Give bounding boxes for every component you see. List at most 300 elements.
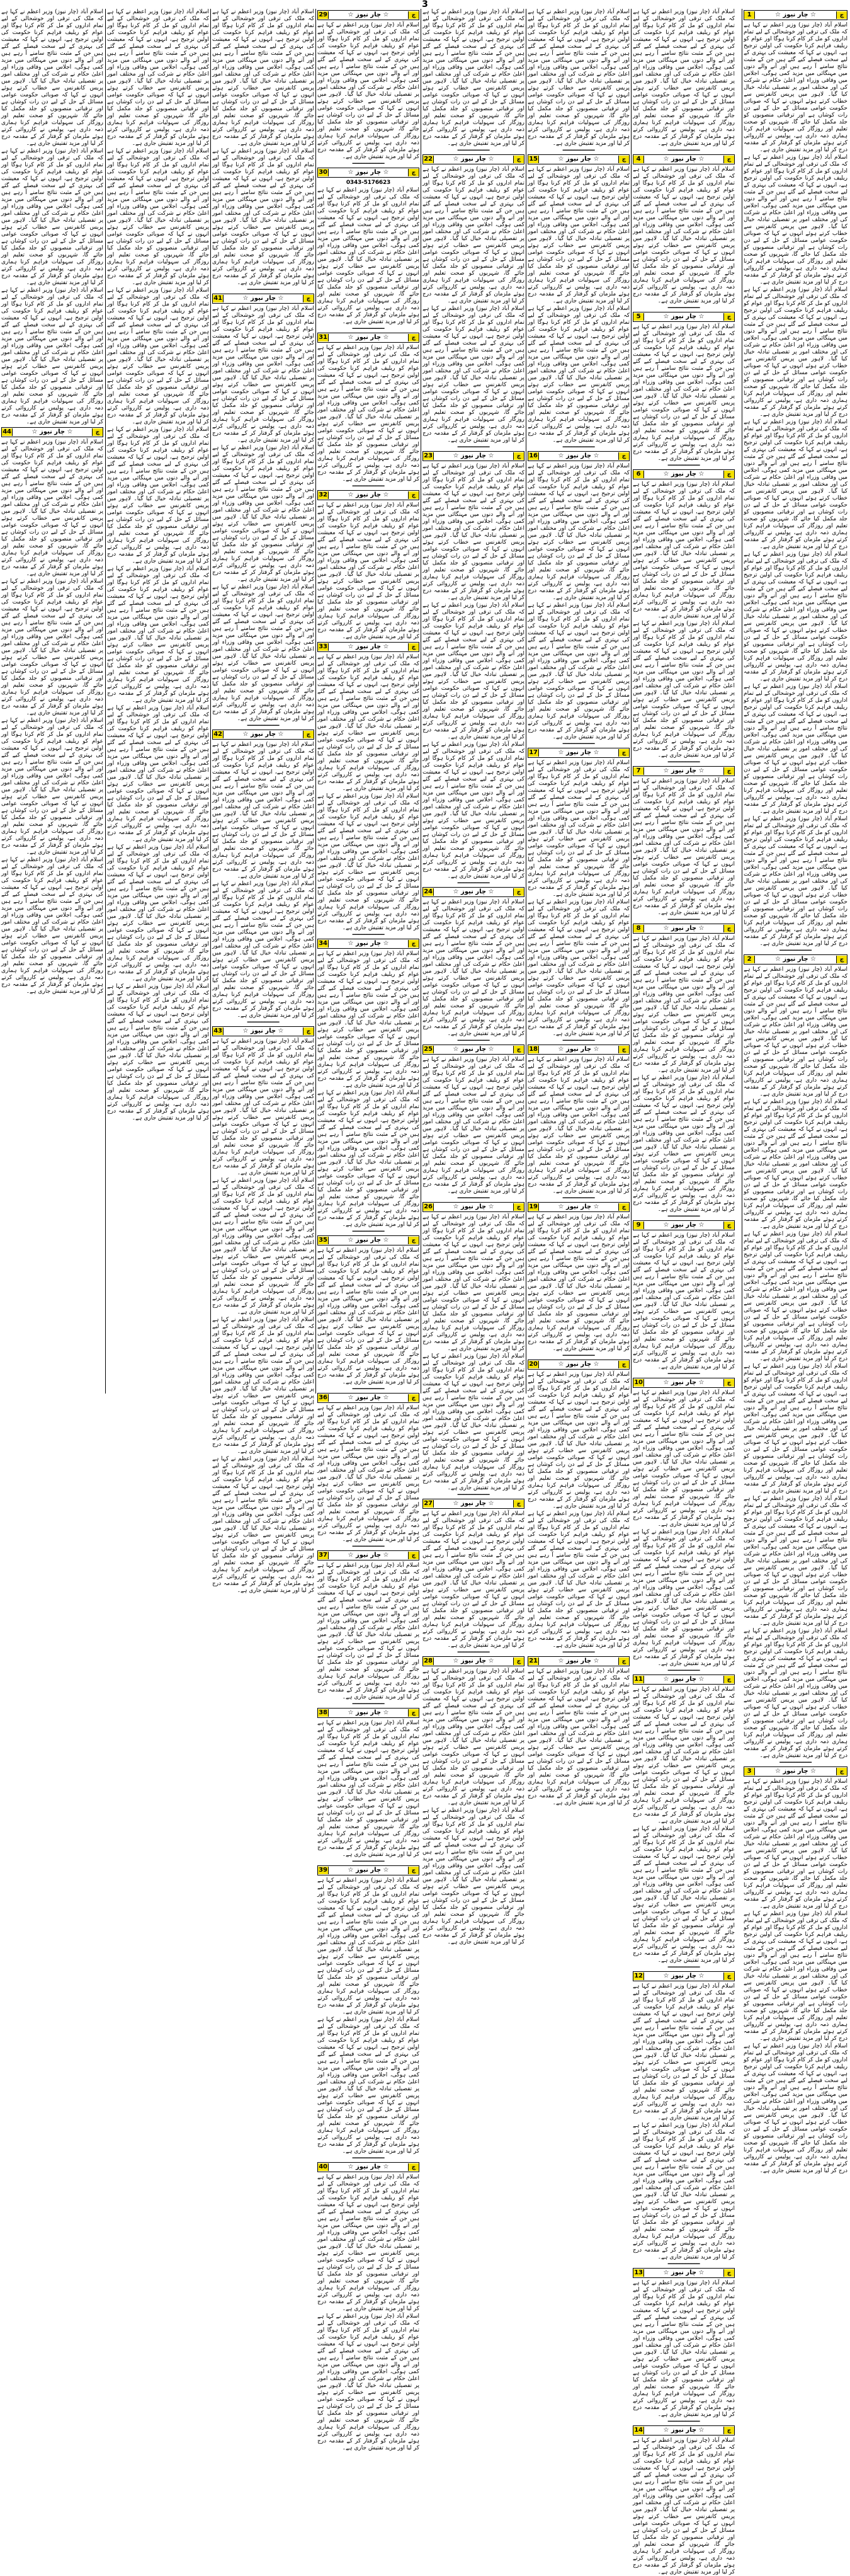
- article-number: 8: [633, 925, 644, 932]
- article-body-text: اسلام آباد (چار نیوز) وزیر اعظم نے کہا ہے کہ ملک کی ترقی اور خوشحالی کے لیے تمام اداروں کو مل کر کام کرنا ہوگا اور عوام کو ریلیف فراہم کرنا حکومت کی اولین ترجیح ہے، انہوں نے کہا کہ معیشت کی بہتری کے لیے سخت فیصلے کیے گئے ہیں جن کے مثبت نتائج سامنے آ رہے ہیں اور آنے والے دنوں میں مہنگائی میں مزید کمی ہوگی، اجلاس میں وفاقی وزراء اور اعلیٰ حکام نے شرکت کی اور مختلف امور پر تفصیلی تبادلہ خیال کیا گیا۔ لاہور میں پریس کانفرنس سے خطاب کرتے ہوئے انہوں نے کہا کہ صوبائی حکومت عوامی مسائل کے حل کے لیے دن رات کوشاں ہے اور ترقیاتی منصوبوں کو جلد مکمل کیا جائے گا، شہریوں کو صحت تعلیم اور روزگار کی سہولیات فراہم کرنا ہماری ذمہ داری ہے، پولیس نے کارروائی کرتے ہوئے ملزمان کو گرفتار کر کے مقدمہ درج کر لیا اور مزید تفتیش جاری ہے۔: [744, 684, 847, 815]
- article-header-title: ☆ چار نیوز ☆: [348, 491, 389, 498]
- article-body-text: اسلام آباد (چار نیوز) وزیر اعظم نے کہا ہے کہ ملک کی ترقی اور خوشحالی کے لیے تمام اداروں کو مل کر کام کرنا ہوگا اور عوام کو ریلیف فراہم کرنا حکومت کی اولین ترجیح ہے، انہوں نے کہا کہ معیشت کی بہتری کے لیے سخت فیصلے کیے گئے ہیں جن کے مثبت نتائج سامنے آ رہے ہیں اور آنے والے دنوں میں مہنگائی میں مزید کمی ہوگی، اجلاس میں وفاقی وزراء اور اعلیٰ حکام نے شرکت کی اور مختلف امور پر تفصیلی تبادلہ خیال کیا گیا۔ لاہور میں پریس کانفرنس سے خطاب کرتے ہوئے انہوں نے کہا کہ صوبائی حکومت عوامی مسائل کے حل کے لیے دن رات کوشاں ہے اور ترقیاتی منصوبوں کو جلد مکمل کیا جائے گا، شہریوں کو صحت تعلیم اور روزگار کی سہولیات فراہم کرنا ہماری ذمہ داری ہے، پولیس نے کارروائی کرتے ہوئے ملزمان کو گرفتار کر کے مقدمہ درج کر لیا اور مزید تفتیش جاری ہے۔: [422, 463, 524, 601]
- article-header: [212, 294, 314, 304]
- article-header-title: ☆ چار نیوز ☆: [663, 156, 705, 163]
- article-body-text: اسلام آباد (چار نیوز) وزیر اعظم نے کہا ہے کہ ملک کی ترقی اور خوشحالی کے لیے تمام اداروں کو مل کر کام کرنا ہوگا اور عوام کو ریلیف فراہم کرنا حکومت کی اولین ترجیح ہے، انہوں نے کہا کہ معیشت کی بہتری کے لیے سخت فیصلے کیے گئے ہیں جن کے مثبت نتائج سامنے آ رہے ہیں اور آنے والے دنوں میں مہنگائی میں مزید کمی ہوگی، اجلاس میں وفاقی وزراء اور اعلیٰ حکام نے شرکت کی اور مختلف امور پر تفصیلی تبادلہ خیال کیا گیا۔ لاہور میں پریس کانفرنس سے خطاب کرتے ہوئے انہوں نے کہا کہ صوبائی حکومت عوامی مسائل کے حل کے لیے دن رات کوشاں ہے اور ترقیاتی منصوبوں کو جلد مکمل کیا جائے گا، شہریوں کو صحت تعلیم اور روزگار کی سہولیات فراہم کرنا ہماری ذمہ داری ہے، پولیس نے کارروائی کرتے ہوئے ملزمان کو گرفتار کر کے مقدمہ درج کر لیا اور مزید تفتیش جاری ہے۔: [107, 566, 209, 704]
- article-body-text: اسلام آباد (چار نیوز) وزیر اعظم نے کہا ہے کہ ملک کی ترقی اور خوشحالی کے لیے تمام اداروں کو مل کر کام کرنا ہوگا اور عوام کو ریلیف فراہم کرنا حکومت کی اولین ترجیح ہے، انہوں نے کہا کہ معیشت کی بہتری کے لیے سخت فیصلے کیے گئے ہیں جن کے مثبت نتائج سامنے آ رہے ہیں اور آنے والے دنوں میں مہنگائی میں مزید کمی ہوگی، اجلاس میں وفاقی وزراء اور اعلیٰ حکام نے شرکت کی اور مختلف امور پر تفصیلی تبادلہ خیال کیا گیا۔ لاہور میں پریس کانفرنس سے خطاب کرتے ہوئے انہوں نے کہا کہ صوبائی حکومت عوامی مسائل کے حل کے لیے دن رات کوشاں ہے اور ترقیاتی منصوبوں کو جلد مکمل کیا جائے گا، شہریوں کو صحت تعلیم اور روزگار کی سہولیات فراہم کرنا ہماری ذمہ داری ہے، پولیس نے کارروائی کرتے ہوئے ملزمان کو گرفتار کر کے مقدمہ درج کر لیا اور مزید تفتیش جاری ہے۔: [633, 1826, 735, 1964]
- article-header-title: ☆ چار نیوز ☆: [242, 731, 284, 738]
- article-body-text: اسلام آباد (چار نیوز) وزیر اعظم نے کہا ہے کہ ملک کی ترقی اور خوشحالی کے لیے تمام اداروں کو مل کر کام کرنا ہوگا اور عوام کو ریلیف فراہم کرنا حکومت کی اولین ترجیح ہے، انہوں نے کہا کہ معیشت کی بہتری کے لیے سخت فیصلے کیے گئے ہیں جن کے مثبت نتائج سامنے آ رہے ہیں اور آنے والے دنوں میں مہنگائی میں مزید کمی ہوگی، اجلاس میں وفاقی وزراء اور اعلیٰ حکام نے شرکت کی اور مختلف امور پر تفصیلی تبادلہ خیال کیا گیا۔ لاہور میں پریس کانفرنس سے خطاب کرتے ہوئے انہوں نے کہا کہ صوبائی حکومت عوامی مسائل کے حل کے لیے دن رات کوشاں ہے اور ترقیاتی منصوبوں کو جلد مکمل کیا جائے گا، شہریوں کو صحت تعلیم اور روزگار کی سہولیات فراہم کرنا ہماری ذمہ داری ہے، پولیس نے کارروائی کرتے ہوئے ملزمان کو گرفتار کر کے مقدمہ درج کر لیا اور مزید تفتیش جاری ہے۔: [107, 983, 209, 1121]
- article-header-title: ☆ چار نیوز ☆: [558, 1203, 599, 1210]
- brand-logo-icon: چ: [408, 1237, 419, 1244]
- article-header-title: ☆ چار نیوز ☆: [558, 156, 599, 163]
- news-article: [317, 939, 419, 1234]
- article-body-text: اسلام آباد (چار نیوز) وزیر اعظم نے کہا ہے کہ ملک کی ترقی اور خوشحالی کے لیے تمام اداروں کو مل کر کام کرنا ہوگا اور عوام کو ریلیف فراہم کرنا حکومت کی اولین ترجیح ہے، انہوں نے کہا کہ معیشت کی بہتری کے لیے سخت فیصلے کیے گئے ہیں جن کے مثبت نتائج سامنے آ رہے ہیں اور آنے والے دنوں میں مہنگائی میں مزید کمی ہوگی، اجلاس میں وفاقی وزراء اور اعلیٰ حکام نے شرکت کی اور مختلف امور پر تفصیلی تبادلہ خیال کیا گیا۔ لاہور میں پریس کانفرنس سے خطاب کرتے ہوئے انہوں نے کہا کہ صوبائی حکومت عوامی مسائل کے حل کے لیے دن رات کوشاں ہے اور ترقیاتی منصوبوں کو جلد مکمل کیا جائے گا، شہریوں کو صحت تعلیم اور روزگار کی سہولیات فراہم کرنا ہماری ذمہ داری ہے، پولیس نے کارروائی کرتے ہوئے ملزمان کو گرفتار کر کے مقدمہ درج کر لیا اور مزید تفتیش جاری ہے۔: [633, 936, 735, 1073]
- article-header-title: ☆ چار نیوز ☆: [663, 2269, 705, 2276]
- news-column: [1, 9, 103, 1394]
- article-body-text: اسلام آباد (چار نیوز) وزیر اعظم نے کہا ہے کہ ملک کی ترقی اور خوشحالی کے لیے تمام اداروں کو مل کر کام کرنا ہوگا اور عوام کو ریلیف فراہم کرنا حکومت کی اولین ترجیح ہے، انہوں نے کہا کہ معیشت کی بہتری کے لیے سخت فیصلے کیے گئے ہیں جن کے مثبت نتائج سامنے آ رہے ہیں اور آنے والے دنوں میں مہنگائی میں مزید کمی ہوگی، اجلاس میں وفاقی وزراء اور اعلیٰ حکام نے شرکت کی اور مختلف امور پر تفصیلی تبادلہ خیال کیا گیا۔ لاہور میں پریس کانفرنس سے خطاب کرتے ہوئے انہوں نے کہا کہ صوبائی حکومت عوامی مسائل کے حل کے لیے دن رات کوشاں ہے اور ترقیاتی منصوبوں کو جلد مکمل کیا جائے گا، شہریوں کو صحت تعلیم اور روزگار کی سہولیات فراہم کرنا ہماری ذمہ داری ہے، پولیس نے کارروائی کرتے ہوئے ملزمان کو گرفتار کر کے مقدمہ درج کر لیا اور مزید تفتیش جاری ہے۔: [744, 22, 847, 153]
- article-body-text: اسلام آباد (چار نیوز) وزیر اعظم نے کہا ہے کہ ملک کی ترقی اور خوشحالی کے لیے تمام اداروں کو مل کر کام کرنا ہوگا اور عوام کو ریلیف فراہم کرنا حکومت کی اولین ترجیح ہے، انہوں نے کہا کہ معیشت کی بہتری کے لیے سخت فیصلے کیے گئے ہیں جن کے مثبت نتائج سامنے آ رہے ہیں اور آنے والے دنوں میں مہنگائی میں مزید کمی ہوگی، اجلاس میں وفاقی وزراء اور اعلیٰ حکام نے شرکت کی اور مختلف امور پر تفصیلی تبادلہ خیال کیا گیا۔ لاہور میں پریس کانفرنس سے خطاب کرتے ہوئے انہوں نے کہا کہ صوبائی حکومت عوامی مسائل کے حل کے لیے دن رات کوشاں ہے اور ترقیاتی منصوبوں کو جلد مکمل کیا جائے گا، شہریوں کو صحت تعلیم اور روزگار کی سہولیات فراہم کرنا ہماری ذمہ داری ہے، پولیس نے کارروائی کرتے ہوئے ملزمان کو گرفتار کر کے مقدمہ درج کر لیا اور مزید تفتیش جاری ہے۔: [212, 1038, 314, 1176]
- article-end-rule: ━━━━━━━━━━━: [352, 2155, 385, 2161]
- article-number: 33: [318, 643, 329, 651]
- article-header-title: ☆ چار نیوز ☆: [242, 295, 284, 302]
- news-article: [317, 333, 419, 489]
- article-body-text: اسلام آباد (چار نیوز) وزیر اعظم نے کہا ہے کہ ملک کی ترقی اور خوشحالی کے لیے تمام اداروں کو مل کر کام کرنا ہوگا اور عوام کو ریلیف فراہم کرنا حکومت کی اولین ترجیح ہے، انہوں نے کہا کہ معیشت کی بہتری کے لیے سخت فیصلے کیے گئے ہیں جن کے مثبت نتائج سامنے آ رہے ہیں اور آنے والے دنوں میں مہنگائی میں مزید کمی ہوگی، اجلاس میں وفاقی وزراء اور اعلیٰ حکام نے شرکت کی اور مختلف امور پر تفصیلی تبادلہ خیال کیا گیا۔ لاہور میں پریس کانفرنس سے خطاب کرتے ہوئے انہوں نے کہا کہ صوبائی حکومت عوامی مسائل کے حل کے لیے دن رات کوشاں ہے اور ترقیاتی منصوبوں کو جلد مکمل کیا جائے گا، شہریوں کو صحت تعلیم اور روزگار کی سہولیات فراہم کرنا ہماری ذمہ داری ہے، پولیس نے کارروائی کرتے ہوئے ملزمان کو گرفتار کر کے مقدمہ درج کر لیا اور مزید تفتیش جاری ہے۔: [1, 857, 103, 995]
- article-end-rule: ━━━━━━━━━━━: [562, 741, 595, 747]
- article-header-title: ☆ چار نیوز ☆: [348, 169, 389, 176]
- news-article: [633, 924, 735, 1219]
- article-header-title: ☆ چار نیوز ☆: [348, 1237, 389, 1244]
- article-header-title: ☆ چار نیوز ☆: [348, 1552, 389, 1559]
- article-header-title: ☆ چار نیوز ☆: [558, 1657, 599, 1664]
- article-body-text: اسلام آباد (چار نیوز) وزیر اعظم نے کہا ہے کہ ملک کی ترقی اور خوشحالی کے لیے تمام اداروں کو مل کر کام کرنا ہوگا اور عوام کو ریلیف فراہم کرنا حکومت کی اولین ترجیح ہے، انہوں نے کہا کہ معیشت کی بہتری کے لیے سخت فیصلے کیے گئے ہیں جن کے مثبت نتائج سامنے آ رہے ہیں اور آنے والے دنوں میں مہنگائی میں مزید کمی ہوگی، اجلاس میں وفاقی وزراء اور اعلیٰ حکام نے شرکت کی اور مختلف امور پر تفصیلی تبادلہ خیال کیا گیا۔ لاہور میں پریس کانفرنس سے خطاب کرتے ہوئے انہوں نے کہا کہ صوبائی حکومت عوامی مسائل کے حل کے لیے دن رات کوشاں ہے اور ترقیاتی منصوبوں کو جلد مکمل کیا جائے گا، شہریوں کو صحت تعلیم اور روزگار کی سہولیات فراہم کرنا ہماری ذمہ داری ہے، پولیس نے کارروائی کرتے ہوئے ملزمان کو گرفتار کر کے مقدمہ درج کر لیا اور مزید تفتیش جاری ہے۔: [744, 1778, 847, 1909]
- article-end-rule: ━━━━━━━━━━━: [779, 1760, 812, 1765]
- article-body-text: اسلام آباد (چار نیوز) وزیر اعظم نے کہا ہے کہ ملک کی ترقی اور خوشحالی کے لیے تمام اداروں کو مل کر کام کرنا ہوگا اور عوام کو ریلیف فراہم کرنا حکومت کی اولین ترجیح ہے، انہوں نے کہا کہ معیشت کی بہتری کے لیے سخت فیصلے کیے گئے ہیں جن کے مثبت نتائج سامنے آ رہے ہیں اور آنے والے دنوں میں مہنگائی میں مزید کمی ہوگی، اجلاس میں وفاقی وزراء اور اعلیٰ حکام نے شرکت کی اور مختلف امور پر تفصیلی تبادلہ خیال کیا گیا۔ لاہور میں پریس کانفرنس سے خطاب کرتے ہوئے انہوں نے کہا کہ صوبائی حکومت عوامی مسائل کے حل کے لیے دن رات کوشاں ہے اور ترقیاتی منصوبوں کو جلد مکمل کیا جائے گا، شہریوں کو صحت تعلیم اور روزگار کی سہولیات فراہم کرنا ہماری ذمہ داری ہے، پولیس نے کارروائی کرتے ہوئے ملزمان کو گرفتار کر کے مقدمہ درج کر لیا اور مزید تفتیش جاری ہے۔: [107, 426, 209, 564]
- article-header-title: ☆ چار نیوز ☆: [348, 2163, 389, 2170]
- article-end-rule: ━━━━━━━━━━━: [667, 305, 700, 311]
- news-article: [422, 887, 524, 1043]
- article-body-text: اسلام آباد (چار نیوز) وزیر اعظم نے کہا ہے کہ ملک کی ترقی اور خوشحالی کے لیے تمام اداروں کو مل کر کام کرنا ہوگا اور عوام کو ریلیف فراہم کرنا حکومت کی اولین ترجیح ہے، انہوں نے کہا کہ معیشت کی بہتری کے لیے سخت فیصلے کیے گئے ہیں جن کے مثبت نتائج سامنے آ رہے ہیں اور آنے والے دنوں میں مہنگائی میں مزید کمی ہوگی، اجلاس میں وفاقی وزراء اور اعلیٰ حکام نے شرکت کی اور مختلف امور پر تفصیلی تبادلہ خیال کیا گیا۔ لاہور میں پریس کانفرنس سے خطاب کرتے ہوئے انہوں نے کہا کہ صوبائی حکومت عوامی مسائل کے حل کے لیے دن رات کوشاں ہے اور ترقیاتی منصوبوں کو جلد مکمل کیا جائے گا، شہریوں کو صحت تعلیم اور روزگار کی سہولیات فراہم کرنا ہماری ذمہ داری ہے، پولیس نے کارروائی کرتے ہوئے ملزمان کو گرفتار کر کے مقدمہ درج کر لیا اور مزید تفتیش جاری ہے۔: [528, 602, 630, 740]
- news-article: [528, 154, 630, 450]
- brand-logo-icon: چ: [513, 1203, 524, 1211]
- article-number: 40: [318, 2163, 329, 2171]
- article-number: 39: [318, 1867, 329, 1874]
- article-header: [317, 2162, 419, 2172]
- article-body-text: اسلام آباد (چار نیوز) وزیر اعظم نے کہا ہے کہ ملک کی ترقی اور خوشحالی کے لیے تمام اداروں کو مل کر کام کرنا ہوگا اور عوام کو ریلیف فراہم کرنا حکومت کی اولین ترجیح ہے، انہوں نے کہا کہ معیشت کی بہتری کے لیے سخت فیصلے کیے گئے ہیں جن کے مثبت نتائج سامنے آ رہے ہیں اور آنے والے دنوں میں مہنگائی میں مزید کمی ہوگی، اجلاس میں وفاقی وزراء اور اعلیٰ حکام نے شرکت کی اور مختلف امور پر تفصیلی تبادلہ خیال کیا گیا۔ لاہور میں پریس کانفرنس سے خطاب کرتے ہوئے انہوں نے کہا کہ صوبائی حکومت عوامی مسائل کے حل کے لیے دن رات کوشاں ہے اور ترقیاتی منصوبوں کو جلد مکمل کیا جائے گا، شہریوں کو صحت تعلیم اور روزگار کی سہولیات فراہم کرنا ہماری ذمہ داری ہے، پولیس نے کارروائی کرتے ہوئے ملزمان کو گرفتار کر کے مقدمہ درج کر لیا اور مزید تفتیش جاری ہے۔: [317, 1247, 419, 1385]
- news-article: [1, 9, 103, 426]
- article-header: [422, 1202, 524, 1212]
- news-article: [317, 2162, 419, 2452]
- article-header: [744, 954, 847, 965]
- article-header-title: ☆ چار نیوز ☆: [242, 1028, 284, 1034]
- brand-logo-icon: چ: [723, 156, 734, 163]
- article-body-text: اسلام آباد (چار نیوز) وزیر اعظم نے کہا ہے کہ ملک کی ترقی اور خوشحالی کے لیے تمام اداروں کو مل کر کام کرنا ہوگا اور عوام کو ریلیف فراہم کرنا حکومت کی اولین ترجیح ہے، انہوں نے کہا کہ معیشت کی بہتری کے لیے سخت فیصلے کیے گئے ہیں جن کے مثبت نتائج سامنے آ رہے ہیں اور آنے والے دنوں میں مہنگائی میں مزید کمی ہوگی، اجلاس میں وفاقی وزراء اور اعلیٰ حکام نے شرکت کی اور مختلف امور پر تفصیلی تبادلہ خیال کیا گیا۔ لاہور میں پریس کانفرنس سے خطاب کرتے ہوئے انہوں نے کہا کہ صوبائی حکومت عوامی مسائل کے حل کے لیے دن رات کوشاں ہے اور ترقیاتی منصوبوں کو جلد مکمل کیا جائے گا، شہریوں کو صحت تعلیم اور روزگار کی سہولیات فراہم کرنا ہماری ذمہ داری ہے، پولیس نے کارروائی کرتے ہوئے ملزمان کو گرفتار کر کے مقدمہ درج کر لیا اور مزید تفتیش جاری ہے۔: [317, 793, 419, 931]
- article-body-text: اسلام آباد (چار نیوز) وزیر اعظم نے کہا ہے کہ ملک کی ترقی اور خوشحالی کے لیے تمام اداروں کو مل کر کام کرنا ہوگا اور عوام کو ریلیف فراہم کرنا حکومت کی اولین ترجیح ہے، انہوں نے کہا کہ معیشت کی بہتری کے لیے سخت فیصلے کیے گئے ہیں جن کے مثبت نتائج سامنے آ رہے ہیں اور آنے والے دنوں میں مہنگائی میں مزید کمی ہوگی، اجلاس میں وفاقی وزراء اور اعلیٰ حکام نے شرکت کی اور مختلف امور پر تفصیلی تبادلہ خیال کیا گیا۔ لاہور میں پریس کانفرنس سے خطاب کرتے ہوئے انہوں نے کہا کہ صوبائی حکومت عوامی مسائل کے حل کے لیے دن رات کوشاں ہے اور ترقیاتی منصوبوں کو جلد مکمل کیا جائے گا، شہریوں کو صحت تعلیم اور روزگار کی سہولیات فراہم کرنا ہماری ذمہ داری ہے، پولیس نے کارروائی کرتے ہوئے ملزمان کو گرفتار کر کے مقدمہ درج کر لیا اور مزید تفتیش جاری ہے۔: [633, 1983, 735, 2121]
- article-body-text: اسلام آباد (چار نیوز) وزیر اعظم نے کہا ہے کہ ملک کی ترقی اور خوشحالی کے لیے تمام اداروں کو مل کر کام کرنا ہوگا اور عوام کو ریلیف فراہم کرنا حکومت کی اولین ترجیح ہے، انہوں نے کہا کہ معیشت کی بہتری کے لیے سخت فیصلے کیے گئے ہیں جن کے مثبت نتائج سامنے آ رہے ہیں اور آنے والے دنوں میں مہنگائی میں مزید کمی ہوگی، اجلاس میں وفاقی وزراء اور اعلیٰ حکام نے شرکت کی اور مختلف امور پر تفصیلی تبادلہ خیال کیا گیا۔ لاہور میں پریس کانفرنس سے خطاب کرتے ہوئے انہوں نے کہا کہ صوبائی حکومت عوامی مسائل کے حل کے لیے دن رات کوشاں ہے اور ترقیاتی منصوبوں کو جلد مکمل کیا جائے گا، شہریوں کو صحت تعلیم اور روزگار کی سہولیات فراہم کرنا ہماری ذمہ داری ہے، پولیس نے کارروائی کرتے ہوئے ملزمان کو گرفتار کر کے مقدمہ درج کر لیا اور مزید تفتیش جاری ہے۔: [107, 148, 209, 286]
- brand-logo-icon: چ: [618, 749, 629, 757]
- article-end-rule: ━━━━━━━━━━━: [562, 1195, 595, 1201]
- brand-logo-icon: چ: [618, 156, 629, 163]
- brand-logo-icon: چ: [618, 1361, 629, 1368]
- article-header-title: ☆ چار نیوز ☆: [663, 313, 705, 320]
- news-article: [1, 427, 103, 995]
- article-number: 23: [423, 452, 434, 460]
- article-header: [317, 1550, 419, 1560]
- brand-logo-icon: چ: [513, 1500, 524, 1508]
- article-body-text: اسلام آباد (چار نیوز) وزیر اعظم نے کہا ہے کہ ملک کی ترقی اور خوشحالی کے لیے تمام اداروں کو مل کر کام کرنا ہوگا اور عوام کو ریلیف فراہم کرنا حکومت کی اولین ترجیح ہے، انہوں نے کہا کہ معیشت کی بہتری کے لیے سخت فیصلے کیے گئے ہیں جن کے مثبت نتائج سامنے آ رہے ہیں اور آنے والے دنوں میں مہنگائی میں مزید کمی ہوگی، اجلاس میں وفاقی وزراء اور اعلیٰ حکام نے شرکت کی اور مختلف امور پر تفصیلی تبادلہ خیال کیا گیا۔ لاہور میں پریس کانفرنس سے خطاب کرتے ہوئے انہوں نے کہا کہ صوبائی حکومت عوامی مسائل کے حل کے لیے دن رات کوشاں ہے اور ترقیاتی منصوبوں کو جلد مکمل کیا جائے گا، شہریوں کو صحت تعلیم اور روزگار کی سہولیات فراہم کرنا ہماری ذمہ داری ہے، پولیس نے کارروائی کرتے ہوئے ملزمان کو گرفتار کر کے مقدمہ درج کر لیا اور مزید تفتیش جاری ہے۔: [107, 844, 209, 982]
- article-end-rule: ━━━━━━━━━━━: [247, 287, 280, 292]
- article-body-text: اسلام آباد (چار نیوز) وزیر اعظم نے کہا ہے کہ ملک کی ترقی اور خوشحالی کے لیے تمام اداروں کو مل کر کام کرنا ہوگا اور عوام کو ریلیف فراہم کرنا حکومت کی اولین ترجیح ہے، انہوں نے کہا کہ معیشت کی بہتری کے لیے سخت فیصلے کیے گئے ہیں جن کے مثبت نتائج سامنے آ رہے ہیں اور آنے والے دنوں میں مہنگائی میں مزید کمی ہوگی، اجلاس میں وفاقی وزراء اور اعلیٰ حکام نے شرکت کی اور مختلف امور پر تفصیلی تبادلہ خیال کیا گیا۔ لاہور میں پریس کانفرنس سے خطاب کرتے ہوئے انہوں نے کہا کہ صوبائی حکومت عوامی مسائل کے حل کے لیے دن رات کوشاں ہے اور ترقیاتی منصوبوں کو جلد مکمل کیا جائے گا، شہریوں کو صحت تعلیم اور روزگار کی سہولیات فراہم کرنا ہماری ذمہ داری ہے، پولیس نے کارروائی کرتے ہوئے ملزمان کو گرفتار کر کے مقدمہ درج کر لیا اور مزید تفتیش جاری ہے۔: [317, 951, 419, 1089]
- news-article: [528, 9, 630, 153]
- article-body-text: اسلام آباد (چار نیوز) وزیر اعظم نے کہا ہے کہ ملک کی ترقی اور خوشحالی کے لیے تمام اداروں کو مل کر کام کرنا ہوگا اور عوام کو ریلیف فراہم کرنا حکومت کی اولین ترجیح ہے، انہوں نے کہا کہ معیشت کی بہتری کے لیے سخت فیصلے کیے گئے ہیں جن کے مثبت نتائج سامنے آ رہے ہیں اور آنے والے دنوں میں مہنگائی میں مزید کمی ہوگی، اجلاس میں وفاقی وزراء اور اعلیٰ حکام نے شرکت کی اور مختلف امور پر تفصیلی تبادلہ خیال کیا گیا۔ لاہور میں پریس کانفرنس سے خطاب کرتے ہوئے انہوں نے کہا کہ صوبائی حکومت عوامی مسائل کے حل کے لیے دن رات کوشاں ہے اور ترقیاتی منصوبوں کو جلد مکمل کیا جائے گا، شہریوں کو صحت تعلیم اور روزگار کی سہولیات فراہم کرنا ہماری ذمہ داری ہے، پولیس نے کارروائی کرتے ہوئے ملزمان کو گرفتار کر کے مقدمہ درج کر لیا اور مزید تفتیش جاری ہے۔: [633, 2122, 735, 2260]
- article-header: [633, 2425, 735, 2436]
- article-body-text: اسلام آباد (چار نیوز) وزیر اعظم نے کہا ہے کہ ملک کی ترقی اور خوشحالی کے لیے تمام اداروں کو مل کر کام کرنا ہوگا اور عوام کو ریلیف فراہم کرنا حکومت کی اولین ترجیح ہے، انہوں نے کہا کہ معیشت کی بہتری کے لیے سخت فیصلے کیے گئے ہیں جن کے مثبت نتائج سامنے آ رہے ہیں اور آنے والے دنوں میں مہنگائی میں مزید کمی ہوگی، اجلاس میں وفاقی وزراء اور اعلیٰ حکام نے شرکت کی اور مختلف امور پر تفصیلی تبادلہ خیال کیا گیا۔ لاہور میں پریس کانفرنس سے خطاب کرتے ہوئے انہوں نے کہا کہ صوبائی حکومت عوامی مسائل کے حل کے لیے دن رات کوشاں ہے اور ترقیاتی منصوبوں کو جلد مکمل کیا جائے گا، شہریوں کو صحت تعلیم اور روزگار کی سہولیات فراہم کرنا ہماری ذمہ داری ہے، پولیس نے کارروائی کرتے ہوئے ملزمان کو گرفتار کر کے مقدمہ درج کر لیا اور مزید تفتیش جاری ہے۔: [633, 1075, 735, 1213]
- news-article: [633, 1220, 735, 1377]
- article-body-text: اسلام آباد (چار نیوز) وزیر اعظم نے کہا ہے کہ ملک کی ترقی اور خوشحالی کے لیے تمام اداروں کو مل کر کام کرنا ہوگا اور عوام کو ریلیف فراہم کرنا حکومت کی اولین ترجیح ہے، انہوں نے کہا کہ معیشت کی بہتری کے لیے سخت فیصلے کیے گئے ہیں جن کے مثبت نتائج سامنے آ رہے ہیں اور آنے والے دنوں میں مہنگائی میں مزید کمی ہوگی، اجلاس میں وفاقی وزراء اور اعلیٰ حکام نے شرکت کی اور مختلف امور پر تفصیلی تبادلہ خیال کیا گیا۔ لاہور میں پریس کانفرنس سے خطاب کرتے ہوئے انہوں نے کہا کہ صوبائی حکومت عوامی مسائل کے حل کے لیے دن رات کوشاں ہے اور ترقیاتی منصوبوں کو جلد مکمل کیا جائے گا، شہریوں کو صحت تعلیم اور روزگار کی سہولیات فراہم کرنا ہماری ذمہ داری ہے، پولیس نے کارروائی کرتے ہوئے ملزمان کو گرفتار کر کے مقدمہ درج کر لیا اور مزید تفتیش جاری ہے۔: [422, 1353, 524, 1491]
- article-body-text: اسلام آباد (چار نیوز) وزیر اعظم نے کہا ہے کہ ملک کی ترقی اور خوشحالی کے لیے تمام اداروں کو مل کر کام کرنا ہوگا اور عوام کو ریلیف فراہم کرنا حکومت کی اولین ترجیح ہے، انہوں نے کہا کہ معیشت کی بہتری کے لیے سخت فیصلے کیے گئے ہیں جن کے مثبت نتائج سامنے آ رہے ہیں اور آنے والے دنوں میں مہنگائی میں مزید کمی ہوگی، اجلاس میں وفاقی وزراء اور اعلیٰ حکام نے شرکت کی اور مختلف امور پر تفصیلی تبادلہ خیال کیا گیا۔ لاہور میں پریس کانفرنس سے خطاب کرتے ہوئے انہوں نے کہا کہ صوبائی حکومت عوامی مسائل کے حل کے لیے دن رات کوشاں ہے اور ترقیاتی منصوبوں کو جلد مکمل کیا جائے گا، شہریوں کو صحت تعلیم اور روزگار کی سہولیات فراہم کرنا ہماری ذمہ داری ہے، پولیس نے کارروائی کرتے ہوئے ملزمان کو گرفتار کر کے مقدمہ درج کر لیا اور مزید تفتیش جاری ہے۔: [212, 9, 314, 147]
- article-body-text: اسلام آباد (چار نیوز) وزیر اعظم نے کہا ہے کہ ملک کی ترقی اور خوشحالی کے لیے تمام اداروں کو مل کر کام کرنا ہوگا اور عوام کو ریلیف فراہم کرنا حکومت کی اولین ترجیح ہے، انہوں نے کہا کہ معیشت کی بہتری کے لیے سخت فیصلے کیے گئے ہیں جن کے مثبت نتائج سامنے آ رہے ہیں اور آنے والے دنوں میں مہنگائی میں مزید کمی ہوگی، اجلاس میں وفاقی وزراء اور اعلیٰ حکام نے شرکت کی اور مختلف امور پر تفصیلی تبادلہ خیال کیا گیا۔ لاہور میں پریس کانفرنس سے خطاب کرتے ہوئے انہوں نے کہا کہ صوبائی حکومت عوامی مسائل کے حل کے لیے دن رات کوشاں ہے اور ترقیاتی منصوبوں کو جلد مکمل کیا جائے گا، شہریوں کو صحت تعلیم اور روزگار کی سہولیات فراہم کرنا ہماری ذمہ داری ہے، پولیس نے کارروائی کرتے ہوئے ملزمان کو گرفتار کر کے مقدمہ درج کر لیا اور مزید تفتیش جاری ہے۔: [633, 9, 735, 147]
- article-header-title: ☆ چار نیوز ☆: [663, 1379, 705, 1386]
- article-body-text: اسلام آباد (چار نیوز) وزیر اعظم نے کہا ہے کہ ملک کی ترقی اور خوشحالی کے لیے تمام اداروں کو مل کر کام کرنا ہوگا اور عوام کو ریلیف فراہم کرنا حکومت کی اولین ترجیح ہے، انہوں نے کہا کہ معیشت کی بہتری کے لیے سخت فیصلے کیے گئے ہیں جن کے مثبت نتائج سامنے آ رہے ہیں اور آنے والے دنوں میں مہنگائی میں مزید کمی ہوگی، اجلاس میں وفاقی وزراء اور اعلیٰ حکام نے شرکت کی اور مختلف امور پر تفصیلی تبادلہ خیال کیا گیا۔ لاہور میں پریس کانفرنس سے خطاب کرتے ہوئے انہوں نے کہا کہ صوبائی حکومت عوامی مسائل کے حل کے لیے دن رات کوشاں ہے اور ترقیاتی منصوبوں کو جلد مکمل کیا جائے گا، شہریوں کو صحت تعلیم اور روزگار کی سہولیات فراہم کرنا ہماری ذمہ داری ہے، پولیس نے کارروائی کرتے ہوئے ملزمان کو گرفتار کر کے مقدمہ درج کر لیا اور مزید تفتیش جاری ہے۔: [422, 1668, 524, 1806]
- article-header-title: ☆ چار نیوز ☆: [775, 1768, 816, 1775]
- article-body-text: اسلام آباد (چار نیوز) وزیر اعظم نے کہا ہے کہ ملک کی ترقی اور خوشحالی کے لیے تمام اداروں کو مل کر کام کرنا ہوگا اور عوام کو ریلیف فراہم کرنا حکومت کی اولین ترجیح ہے، انہوں نے کہا کہ معیشت کی بہتری کے لیے سخت فیصلے کیے گئے ہیں جن کے مثبت نتائج سامنے آ رہے ہیں اور آنے والے دنوں میں مہنگائی میں مزید کمی ہوگی، اجلاس میں وفاقی وزراء اور اعلیٰ حکام نے شرکت کی اور مختلف امور پر تفصیلی تبادلہ خیال کیا گیا۔ لاہور میں پریس کانفرنس سے خطاب کرتے ہوئے انہوں نے کہا کہ صوبائی حکومت عوامی مسائل کے حل کے لیے دن رات کوشاں ہے اور ترقیاتی منصوبوں کو جلد مکمل کیا جائے گا، شہریوں کو صحت تعلیم اور روزگار کی سہولیات فراہم کرنا ہماری ذمہ داری ہے، پولیس نے کارروائی کرتے ہوئے ملزمان کو گرفتار کر کے مقدمہ درج کر لیا اور مزید تفتیش جاری ہے۔: [528, 1056, 630, 1194]
- article-body-text: اسلام آباد (چار نیوز) وزیر اعظم نے کہا ہے کہ ملک کی ترقی اور خوشحالی کے لیے تمام اداروں کو مل کر کام کرنا ہوگا اور عوام کو ریلیف فراہم کرنا حکومت کی اولین ترجیح ہے، انہوں نے کہا کہ معیشت کی بہتری کے لیے سخت فیصلے کیے گئے ہیں جن کے مثبت نتائج سامنے آ رہے ہیں اور آنے والے دنوں میں مہنگائی میں مزید کمی ہوگی، اجلاس میں وفاقی وزراء اور اعلیٰ حکام نے شرکت کی اور مختلف امور پر تفصیلی تبادلہ خیال کیا گیا۔ لاہور میں پریس کانفرنس سے خطاب کرتے ہوئے انہوں نے کہا کہ صوبائی حکومت عوامی مسائل کے حل کے لیے دن رات کوشاں ہے اور ترقیاتی منصوبوں کو جلد مکمل کیا جائے گا، شہریوں کو صحت تعلیم اور روزگار کی سہولیات فراہم کرنا ہماری ذمہ داری ہے، پولیس نے کارروائی کرتے ہوئے ملزمان کو گرفتار کر کے مقدمہ درج کر لیا اور مزید تفتیش جاری ہے۔: [422, 306, 524, 444]
- article-end-rule: ━━━━━━━━━━━: [247, 723, 280, 728]
- article-header-title: ☆ چار نیوز ☆: [663, 2427, 705, 2434]
- article-header-title: ☆ چار نیوز ☆: [558, 1046, 599, 1053]
- article-header: [528, 451, 630, 461]
- article-body-text: اسلام آباد (چار نیوز) وزیر اعظم نے کہا ہے کہ ملک کی ترقی اور خوشحالی کے لیے تمام اداروں کو مل کر کام کرنا ہوگا اور عوام کو ریلیف فراہم کرنا حکومت کی اولین ترجیح ہے، انہوں نے کہا کہ معیشت کی بہتری کے لیے سخت فیصلے کیے گئے ہیں جن کے مثبت نتائج سامنے آ رہے ہیں اور آنے والے دنوں میں مہنگائی میں مزید کمی ہوگی، اجلاس میں وفاقی وزراء اور اعلیٰ حکام نے شرکت کی اور مختلف امور پر تفصیلی تبادلہ خیال کیا گیا۔ لاہور میں پریس کانفرنس سے خطاب کرتے ہوئے انہوں نے کہا کہ صوبائی حکومت عوامی مسائل کے حل کے لیے دن رات کوشاں ہے اور ترقیاتی منصوبوں کو جلد مکمل کیا جائے گا، شہریوں کو صحت تعلیم اور روزگار کی سہولیات فراہم کرنا ہماری ذمہ داری ہے، پولیس نے کارروائی کرتے ہوئے ملزمان کو گرفتار کر کے مقدمہ درج کر لیا اور مزید تفتیش جاری ہے۔: [212, 1177, 314, 1315]
- article-end-rule: ━━━━━━━━━━━: [352, 1543, 385, 1549]
- brand-logo-icon: چ: [723, 471, 734, 478]
- article-body-text: اسلام آباد (چار نیوز) وزیر اعظم نے کہا ہے کہ ملک کی ترقی اور خوشحالی کے لیے تمام اداروں کو مل کر کام کرنا ہوگا اور عوام کو ریلیف فراہم کرنا حکومت کی اولین ترجیح ہے، انہوں نے کہا کہ معیشت کی بہتری کے لیے سخت فیصلے کیے گئے ہیں جن کے مثبت نتائج سامنے آ رہے ہیں اور آنے والے دنوں میں مہنگائی میں مزید کمی ہوگی، اجلاس میں وفاقی وزراء اور اعلیٰ حکام نے شرکت کی اور مختلف امور پر تفصیلی تبادلہ خیال کیا گیا۔ لاہور میں پریس کانفرنس سے خطاب کرتے ہوئے انہوں نے کہا کہ صوبائی حکومت عوامی مسائل کے حل کے لیے دن رات کوشاں ہے اور ترقیاتی منصوبوں کو جلد مکمل کیا جائے گا، شہریوں کو صحت تعلیم اور روزگار کی سہولیات فراہم کرنا ہماری ذمہ داری ہے، پولیس نے کارروائی کرتے ہوئے ملزمان کو گرفتار کر کے مقدمہ درج کر لیا اور مزید تفتیش جاری ہے۔: [528, 899, 630, 1037]
- brand-logo-icon: چ: [513, 1657, 524, 1665]
- news-article: [422, 1656, 524, 1946]
- brand-logo-icon: چ: [513, 452, 524, 460]
- article-body-text: اسلام آباد (چار نیوز) وزیر اعظم نے کہا ہے کہ ملک کی ترقی اور خوشحالی کے لیے تمام اداروں کو مل کر کام کرنا ہوگا اور عوام کو ریلیف فراہم کرنا حکومت کی اولین ترجیح ہے، انہوں نے کہا کہ معیشت کی بہتری کے لیے سخت فیصلے کیے گئے ہیں جن کے مثبت نتائج سامنے آ رہے ہیں اور آنے والے دنوں میں مہنگائی میں مزید کمی ہوگی، اجلاس میں وفاقی وزراء اور اعلیٰ حکام نے شرکت کی اور مختلف امور پر تفصیلی تبادلہ خیال کیا گیا۔ لاہور میں پریس کانفرنس سے خطاب کرتے ہوئے انہوں نے کہا کہ صوبائی حکومت عوامی مسائل کے حل کے لیے دن رات کوشاں ہے اور ترقیاتی منصوبوں کو جلد مکمل کیا جائے گا، شہریوں کو صحت تعلیم اور روزگار کی سہولیات فراہم کرنا ہماری ذمہ داری ہے، پولیس نے کارروائی کرتے ہوئے ملزمان کو گرفتار کر کے مقدمہ درج کر لیا اور مزید تفتیش جاری ہے۔: [422, 166, 524, 304]
- article-body-text: اسلام آباد (چار نیوز) وزیر اعظم نے کہا ہے کہ ملک کی ترقی اور خوشحالی کے لیے تمام اداروں کو مل کر کام کرنا ہوگا اور عوام کو ریلیف فراہم کرنا حکومت کی اولین ترجیح ہے، انہوں نے کہا کہ معیشت کی بہتری کے لیے سخت فیصلے کیے گئے ہیں جن کے مثبت نتائج سامنے آ رہے ہیں اور آنے والے دنوں میں مہنگائی میں مزید کمی ہوگی، اجلاس میں وفاقی وزراء اور اعلیٰ حکام نے شرکت کی اور مختلف امور پر تفصیلی تبادلہ خیال کیا گیا۔ لاہور میں پریس کانفرنس سے خطاب کرتے ہوئے انہوں نے کہا کہ صوبائی حکومت عوامی مسائل کے حل کے لیے دن رات کوشاں ہے اور ترقیاتی منصوبوں کو جلد مکمل کیا جائے گا، شہریوں کو صحت تعلیم اور روزگار کی سہولیات فراہم کرنا ہماری ذمہ داری ہے، پولیس نے کارروائی کرتے ہوئے ملزمان کو گرفتار کر کے مقدمہ درج کر لیا اور مزید تفتیش جاری ہے۔: [633, 324, 735, 462]
- article-end-rule: ━━━━━━━━━━━: [562, 444, 595, 450]
- article-number: 16: [528, 452, 539, 460]
- brand-logo-icon: چ: [618, 1657, 629, 1665]
- article-header-title: ☆ چار نیوز ☆: [348, 1394, 389, 1401]
- article-number: 20: [528, 1361, 539, 1368]
- article-header-title: ☆ چار نیوز ☆: [453, 1500, 494, 1507]
- article-header: [317, 1865, 419, 1875]
- article-body-text: اسلام آباد (چار نیوز) وزیر اعظم نے کہا ہے کہ ملک کی ترقی اور خوشحالی کے لیے تمام اداروں کو مل کر کام کرنا ہوگا اور عوام کو ریلیف فراہم کرنا حکومت کی اولین ترجیح ہے، انہوں نے کہا کہ معیشت کی بہتری کے لیے سخت فیصلے کیے گئے ہیں جن کے مثبت نتائج سامنے آ رہے ہیں اور آنے والے دنوں میں مہنگائی میں مزید کمی ہوگی، اجلاس میں وفاقی وزراء اور اعلیٰ حکام نے شرکت کی اور مختلف امور پر تفصیلی تبادلہ خیال کیا گیا۔ لاہور میں پریس کانفرنس سے خطاب کرتے ہوئے انہوں نے کہا کہ صوبائی حکومت عوامی مسائل کے حل کے لیے دن رات کوشاں ہے اور ترقیاتی منصوبوں کو جلد مکمل کیا جائے گا، شہریوں کو صحت تعلیم اور روزگار کی سہولیات فراہم کرنا ہماری ذمہ داری ہے، پولیس نے کارروائی کرتے ہوئے ملزمان کو گرفتار کر کے مقدمہ درج کر لیا اور مزید تفتیش جاری ہے۔: [422, 1214, 524, 1352]
- article-end-rule: ━━━━━━━━━━━: [457, 1195, 490, 1201]
- article-number: 1: [744, 11, 755, 19]
- article-number: 18: [528, 1046, 539, 1053]
- article-number: 17: [528, 749, 539, 757]
- news-article: [317, 10, 419, 166]
- article-end-rule: ━━━━━━━━━━━: [457, 880, 490, 886]
- news-column: [212, 9, 314, 1594]
- article-header: [633, 2268, 735, 2278]
- article-end-rule: ━━━━━━━━━━━: [562, 147, 595, 153]
- article-header: [1, 427, 103, 437]
- article-header: [317, 642, 419, 652]
- article-end-rule: ━━━━━━━━━━━: [352, 326, 385, 331]
- article-body-text: اسلام آباد (چار نیوز) وزیر اعظم نے کہا ہے کہ ملک کی ترقی اور خوشحالی کے لیے تمام اداروں کو مل کر کام کرنا ہوگا اور عوام کو ریلیف فراہم کرنا حکومت کی اولین ترجیح ہے، انہوں نے کہا کہ معیشت کی بہتری کے لیے سخت فیصلے کیے گئے ہیں جن کے مثبت نتائج سامنے آ رہے ہیں اور آنے والے دنوں میں مہنگائی میں مزید کمی ہوگی، اجلاس میں وفاقی وزراء اور اعلیٰ حکام نے شرکت کی اور مختلف امور پر تفصیلی تبادلہ خیال کیا گیا۔ لاہور میں پریس کانفرنس سے خطاب کرتے ہوئے انہوں نے کہا کہ صوبائی حکومت عوامی مسائل کے حل کے لیے دن رات کوشاں ہے اور ترقیاتی منصوبوں کو جلد مکمل کیا جائے گا، شہریوں کو صحت تعلیم اور روزگار کی سہولیات فراہم کرنا ہماری ذمہ داری ہے، پولیس نے کارروائی کرتے ہوئے ملزمان کو گرفتار کر کے مقدمہ درج کر لیا اور مزید تفتیش جاری ہے۔: [528, 306, 630, 444]
- article-body-text: اسلام آباد (چار نیوز) وزیر اعظم نے کہا ہے کہ ملک کی ترقی اور خوشحالی کے لیے تمام اداروں کو مل کر کام کرنا ہوگا اور عوام کو ریلیف فراہم کرنا حکومت کی اولین ترجیح ہے، انہوں نے کہا کہ معیشت کی بہتری کے لیے سخت فیصلے کیے گئے ہیں جن کے مثبت نتائج سامنے آ رہے ہیں اور آنے والے دنوں میں مہنگائی میں مزید کمی ہوگی، اجلاس میں وفاقی وزراء اور اعلیٰ حکام نے شرکت کی اور مختلف امور پر تفصیلی تبادلہ خیال کیا گیا۔ لاہور میں پریس کانفرنس سے خطاب کرتے ہوئے انہوں نے کہا کہ صوبائی حکومت عوامی مسائل کے حل کے لیے دن رات کوشاں ہے اور ترقیاتی منصوبوں کو جلد مکمل کیا جائے گا، شہریوں کو صحت تعلیم اور روزگار کی سہولیات فراہم کرنا ہماری ذمہ داری ہے، پولیس نے کارروائی کرتے ہوئے ملزمان کو گرفتار کر کے مقدمہ درج کر لیا اور مزید تفتیش جاری ہے۔: [744, 1231, 847, 1362]
- article-header-title: ☆ چار نیوز ☆: [453, 156, 494, 163]
- article-header: [528, 1045, 630, 1055]
- news-article: [107, 9, 209, 1122]
- brand-logo-icon: چ: [513, 156, 524, 163]
- article-header: [317, 333, 419, 343]
- news-article: [633, 312, 735, 468]
- article-body-text: اسلام آباد (چار نیوز) وزیر اعظم نے کہا ہے کہ ملک کی ترقی اور خوشحالی کے لیے تمام اداروں کو مل کر کام کرنا ہوگا اور عوام کو ریلیف فراہم کرنا حکومت کی اولین ترجیح ہے، انہوں نے کہا کہ معیشت کی بہتری کے لیے سخت فیصلے کیے گئے ہیں جن کے مثبت نتائج سامنے آ رہے ہیں اور آنے والے دنوں میں مہنگائی میں مزید کمی ہوگی، اجلاس میں وفاقی وزراء اور اعلیٰ حکام نے شرکت کی اور مختلف امور پر تفصیلی تبادلہ خیال کیا گیا۔ لاہور میں پریس کانفرنس سے خطاب کرتے ہوئے انہوں نے کہا کہ صوبائی حکومت عوامی مسائل کے حل کے لیے دن رات کوشاں ہے اور ترقیاتی منصوبوں کو جلد مکمل کیا جائے گا، شہریوں کو صحت تعلیم اور روزگار کی سہولیات فراہم کرنا ہماری ذمہ داری ہے، پولیس نے کارروائی کرتے ہوئے ملزمان کو گرفتار کر کے مقدمہ درج کر لیا اور مزید تفتیش جاری ہے۔: [744, 551, 847, 682]
- article-header: [317, 168, 419, 178]
- article-end-rule: ━━━━━━━━━━━: [352, 1701, 385, 1707]
- article-number: 42: [213, 731, 224, 738]
- article-number: 5: [633, 313, 644, 321]
- article-end-rule: ━━━━━━━━━━━: [667, 917, 700, 922]
- news-article: [744, 1766, 847, 2175]
- article-number: 15: [528, 156, 539, 163]
- article-header: [744, 1766, 847, 1777]
- article-number: 31: [318, 334, 329, 341]
- article-number: 29: [318, 11, 329, 19]
- article-end-rule: ━━━━━━━━━━━: [667, 2419, 700, 2424]
- news-column: [317, 9, 419, 2451]
- article-body-text: اسلام آباد (چار نیوز) وزیر اعظم نے کہا ہے کہ ملک کی ترقی اور خوشحالی کے لیے تمام اداروں کو مل کر کام کرنا ہوگا اور عوام کو ریلیف فراہم کرنا حکومت کی اولین ترجیح ہے، انہوں نے کہا کہ معیشت کی بہتری کے لیے سخت فیصلے کیے گئے ہیں جن کے مثبت نتائج سامنے آ رہے ہیں اور آنے والے دنوں میں مہنگائی میں مزید کمی ہوگی، اجلاس میں وفاقی وزراء اور اعلیٰ حکام نے شرکت کی اور مختلف امور پر تفصیلی تبادلہ خیال کیا گیا۔ لاہور میں پریس کانفرنس سے خطاب کرتے ہوئے انہوں نے کہا کہ صوبائی حکومت عوامی مسائل کے حل کے لیے دن رات کوشاں ہے اور ترقیاتی منصوبوں کو جلد مکمل کیا جائے گا، شہریوں کو صحت تعلیم اور روزگار کی سہولیات فراہم کرنا ہماری ذمہ داری ہے، پولیس نے کارروائی کرتے ہوئے ملزمان کو گرفتار کر کے مقدمہ درج کر لیا اور مزید تفتیش جاری ہے۔: [1, 148, 103, 286]
- news-column: [528, 9, 630, 1806]
- article-number: 11: [633, 1676, 644, 1683]
- article-body-text: اسلام آباد (چار نیوز) وزیر اعظم نے کہا ہے کہ ملک کی ترقی اور خوشحالی کے لیے تمام اداروں کو مل کر کام کرنا ہوگا اور عوام کو ریلیف فراہم کرنا حکومت کی اولین ترجیح ہے، انہوں نے کہا کہ معیشت کی بہتری کے لیے سخت فیصلے کیے گئے ہیں جن کے مثبت نتائج سامنے آ رہے ہیں اور آنے والے دنوں میں مہنگائی میں مزید کمی ہوگی، اجلاس میں وفاقی وزراء اور اعلیٰ حکام نے شرکت کی اور مختلف امور پر تفصیلی تبادلہ خیال کیا گیا۔ لاہور میں پریس کانفرنس سے خطاب کرتے ہوئے انہوں نے کہا کہ صوبائی حکومت عوامی مسائل کے حل کے لیے دن رات کوشاں ہے اور ترقیاتی منصوبوں کو جلد مکمل کیا جائے گا، شہریوں کو صحت تعلیم اور روزگار کی سہولیات فراہم کرنا ہماری ذمہ داری ہے، پولیس نے کارروائی کرتے ہوئے ملزمان کو گرفتار کر کے مقدمہ درج کر لیا اور مزید تفتیش جاری ہے۔: [528, 1371, 630, 1509]
- article-end-rule: ━━━━━━━━━━━: [779, 947, 812, 953]
- article-header: [212, 730, 314, 740]
- news-article: [528, 748, 630, 1043]
- article-body-text: اسلام آباد (چار نیوز) وزیر اعظم نے کہا ہے کہ ملک کی ترقی اور خوشحالی کے لیے تمام اداروں کو مل کر کام کرنا ہوگا اور عوام کو ریلیف فراہم کرنا حکومت کی اولین ترجیح ہے، انہوں نے کہا کہ معیشت کی بہتری کے لیے سخت فیصلے کیے گئے ہیں جن کے مثبت نتائج سامنے آ رہے ہیں اور آنے والے دنوں میں مہنگائی میں مزید کمی ہوگی، اجلاس میں وفاقی وزراء اور اعلیٰ حکام نے شرکت کی اور مختلف امور پر تفصیلی تبادلہ خیال کیا گیا۔ لاہور میں پریس کانفرنس سے خطاب کرتے ہوئے انہوں نے کہا کہ صوبائی حکومت عوامی مسائل کے حل کے لیے دن رات کوشاں ہے اور ترقیاتی منصوبوں کو جلد مکمل کیا جائے گا، شہریوں کو صحت تعلیم اور روزگار کی سہولیات فراہم کرنا ہماری ذمہ داری ہے، پولیس نے کارروائی کرتے ہوئے ملزمان کو گرفتار کر کے مقدمہ درج کر لیا اور مزید تفتیش جاری ہے۔: [422, 1056, 524, 1194]
- article-number: 25: [423, 1046, 434, 1053]
- news-column: [107, 9, 209, 1394]
- article-header-title: ☆ چار نیوز ☆: [348, 1867, 389, 1874]
- article-number: 14: [633, 2427, 644, 2434]
- column-divider: [210, 9, 211, 1394]
- article-body-text: اسلام آباد (چار نیوز) وزیر اعظم نے کہا ہے کہ ملک کی ترقی اور خوشحالی کے لیے تمام اداروں کو مل کر کام کرنا ہوگا اور عوام کو ریلیف فراہم کرنا حکومت کی اولین ترجیح ہے، انہوں نے کہا کہ معیشت کی بہتری کے لیے سخت فیصلے کیے گئے ہیں جن کے مثبت نتائج سامنے آ رہے ہیں اور آنے والے دنوں میں مہنگائی میں مزید کمی ہوگی، اجلاس میں وفاقی وزراء اور اعلیٰ حکام نے شرکت کی اور مختلف امور پر تفصیلی تبادلہ خیال کیا گیا۔ لاہور میں پریس کانفرنس سے خطاب کرتے ہوئے انہوں نے کہا کہ صوبائی حکومت عوامی مسائل کے حل کے لیے دن رات کوشاں ہے اور ترقیاتی منصوبوں کو جلد مکمل کیا جائے گا، شہریوں کو صحت تعلیم اور روزگار کی سہولیات فراہم کرنا ہماری ذمہ داری ہے، پولیس نے کارروائی کرتے ہوئے ملزمان کو گرفتار کر کے مقدمہ درج کر لیا اور مزید تفتیش جاری ہے۔: [422, 899, 524, 1037]
- article-number: 36: [318, 1394, 329, 1402]
- article-header: [528, 1360, 630, 1370]
- article-body-text: اسلام آباد (چار نیوز) وزیر اعظم نے کہا ہے کہ ملک کی ترقی اور خوشحالی کے لیے تمام اداروں کو مل کر کام کرنا ہوگا اور عوام کو ریلیف فراہم کرنا حکومت کی اولین ترجیح ہے، انہوں نے کہا کہ معیشت کی بہتری کے لیے سخت فیصلے کیے گئے ہیں جن کے مثبت نتائج سامنے آ رہے ہیں اور آنے والے دنوں میں مہنگائی میں مزید کمی ہوگی، اجلاس میں وفاقی وزراء اور اعلیٰ حکام نے شرکت کی اور مختلف امور پر تفصیلی تبادلہ خیال کیا گیا۔ لاہور میں پریس کانفرنس سے خطاب کرتے ہوئے انہوں نے کہا کہ صوبائی حکومت عوامی مسائل کے حل کے لیے دن رات کوشاں ہے اور ترقیاتی منصوبوں کو جلد مکمل کیا جائے گا، شہریوں کو صحت تعلیم اور روزگار کی سہولیات فراہم کرنا ہماری ذمہ داری ہے، پولیس نے کارروائی کرتے ہوئے ملزمان کو گرفتار کر کے مقدمہ درج کر لیا اور مزید تفتیش جاری ہے۔: [317, 2174, 419, 2312]
- brand-logo-icon: چ: [408, 1867, 419, 1874]
- brand-logo-icon: چ: [618, 1203, 629, 1211]
- news-article: [317, 1235, 419, 1392]
- brand-logo-icon: چ: [92, 428, 103, 436]
- brand-logo-icon: چ: [408, 491, 419, 499]
- article-body-text: اسلام آباد (چار نیوز) وزیر اعظم نے کہا ہے کہ ملک کی ترقی اور خوشحالی کے لیے تمام اداروں کو مل کر کام کرنا ہوگا اور عوام کو ریلیف فراہم کرنا حکومت کی اولین ترجیح ہے، انہوں نے کہا کہ معیشت کی بہتری کے لیے سخت فیصلے کیے گئے ہیں جن کے مثبت نتائج سامنے آ رہے ہیں اور آنے والے دنوں میں مہنگائی میں مزید کمی ہوگی، اجلاس میں وفاقی وزراء اور اعلیٰ حکام نے شرکت کی اور مختلف امور پر تفصیلی تبادلہ خیال کیا گیا۔ لاہور میں پریس کانفرنس سے خطاب کرتے ہوئے انہوں نے کہا کہ صوبائی حکومت عوامی مسائل کے حل کے لیے دن رات کوشاں ہے اور ترقیاتی منصوبوں کو جلد مکمل کیا جائے گا، شہریوں کو صحت تعلیم اور روزگار کی سہولیات فراہم کرنا ہماری ذمہ داری ہے، پولیس نے کارروائی کرتے ہوئے ملزمان کو گرفتار کر کے مقدمہ درج کر لیا اور مزید تفتیش جاری ہے۔: [744, 1099, 847, 1230]
- article-body-text: اسلام آباد (چار نیوز) وزیر اعظم نے کہا ہے کہ ملک کی ترقی اور خوشحالی کے لیے تمام اداروں کو مل کر کام کرنا ہوگا اور عوام کو ریلیف فراہم کرنا حکومت کی اولین ترجیح ہے، انہوں نے کہا کہ معیشت کی بہتری کے لیے سخت فیصلے کیے گئے ہیں جن کے مثبت نتائج سامنے آ رہے ہیں اور آنے والے دنوں میں مہنگائی میں مزید کمی ہوگی، اجلاس میں وفاقی وزراء اور اعلیٰ حکام نے شرکت کی اور مختلف امور پر تفصیلی تبادلہ خیال کیا گیا۔ لاہور میں پریس کانفرنس سے خطاب کرتے ہوئے انہوں نے کہا کہ صوبائی حکومت عوامی مسائل کے حل کے لیے دن رات کوشاں ہے اور ترقیاتی منصوبوں کو جلد مکمل کیا جائے گا، شہریوں کو صحت تعلیم اور روزگار کی سہولیات فراہم کرنا ہماری ذمہ داری ہے، پولیس نے کارروائی کرتے ہوئے ملزمان کو گرفتار کر کے مقدمہ درج کر لیا اور مزید تفتیش جاری ہے۔: [422, 1807, 524, 1945]
- article-header: [317, 1393, 419, 1403]
- article-body-text: اسلام آباد (چار نیوز) وزیر اعظم نے کہا ہے کہ ملک کی ترقی اور خوشحالی کے لیے تمام اداروں کو مل کر کام کرنا ہوگا اور عوام کو ریلیف فراہم کرنا حکومت کی اولین ترجیح ہے، انہوں نے کہا کہ معیشت کی بہتری کے لیے سخت فیصلے کیے گئے ہیں جن کے مثبت نتائج سامنے آ رہے ہیں اور آنے والے دنوں میں مہنگائی میں مزید کمی ہوگی، اجلاس میں وفاقی وزراء اور اعلیٰ حکام نے شرکت کی اور مختلف امور پر تفصیلی تبادلہ خیال کیا گیا۔ لاہور میں پریس کانفرنس سے خطاب کرتے ہوئے انہوں نے کہا کہ صوبائی حکومت عوامی مسائل کے حل کے لیے دن رات کوشاں ہے اور ترقیاتی منصوبوں کو جلد مکمل کیا جائے گا، شہریوں کو صحت تعلیم اور روزگار کی سہولیات فراہم کرنا ہماری ذمہ داری ہے، پولیس نے کارروائی کرتے ہوئے ملزمان کو گرفتار کر کے مقدمہ درج کر لیا اور مزید تفتیش جاری ہے۔: [317, 1090, 419, 1228]
- article-header-title: ☆ چار نیوز ☆: [663, 1676, 705, 1683]
- article-body-text: اسلام آباد (چار نیوز) وزیر اعظم نے کہا ہے کہ ملک کی ترقی اور خوشحالی کے لیے تمام اداروں کو مل کر کام کرنا ہوگا اور عوام کو ریلیف فراہم کرنا حکومت کی اولین ترجیح ہے، انہوں نے کہا کہ معیشت کی بہتری کے لیے سخت فیصلے کیے گئے ہیں جن کے مثبت نتائج سامنے آ رہے ہیں اور آنے والے دنوں میں مہنگائی میں مزید کمی ہوگی، اجلاس میں وفاقی وزراء اور اعلیٰ حکام نے شرکت کی اور مختلف امور پر تفصیلی تبادلہ خیال کیا گیا۔ لاہور میں پریس کانفرنس سے خطاب کرتے ہوئے انہوں نے کہا کہ صوبائی حکومت عوامی مسائل کے حل کے لیے دن رات کوشاں ہے اور ترقیاتی منصوبوں کو جلد مکمل کیا جائے گا، شہریوں کو صحت تعلیم اور روزگار کی سہولیات فراہم کرنا ہماری ذمہ داری ہے، پولیس نے کارروائی کرتے ہوئے ملزمان کو گرفتار کر کے مقدمہ درج کر لیا اور مزید تفتیش جاری ہے۔: [212, 1317, 314, 1455]
- brand-logo-icon: چ: [408, 643, 419, 651]
- article-body-text: اسلام آباد (چار نیوز) وزیر اعظم نے کہا ہے کہ ملک کی ترقی اور خوشحالی کے لیے تمام اداروں کو مل کر کام کرنا ہوگا اور عوام کو ریلیف فراہم کرنا حکومت کی اولین ترجیح ہے، انہوں نے کہا کہ معیشت کی بہتری کے لیے سخت فیصلے کیے گئے ہیں جن کے مثبت نتائج سامنے آ رہے ہیں اور آنے والے دنوں میں مہنگائی میں مزید کمی ہوگی، اجلاس میں وفاقی وزراء اور اعلیٰ حکام نے شرکت کی اور مختلف امور پر تفصیلی تبادلہ خیال کیا گیا۔ لاہور میں پریس کانفرنس سے خطاب کرتے ہوئے انہوں نے کہا کہ صوبائی حکومت عوامی مسائل کے حل کے لیے دن رات کوشاں ہے اور ترقیاتی منصوبوں کو جلد مکمل کیا جائے گا، شہریوں کو صحت تعلیم اور روزگار کی سہولیات فراہم کرنا ہماری ذمہ داری ہے، پولیس نے کارروائی کرتے ہوئے ملزمان کو گرفتار کر کے مقدمہ درج کر لیا اور مزید تفتیش جاری ہے۔: [1, 578, 103, 716]
- article-body-text: اسلام آباد (چار نیوز) وزیر اعظم نے کہا ہے کہ ملک کی ترقی اور خوشحالی کے لیے تمام اداروں کو مل کر کام کرنا ہوگا اور عوام کو ریلیف فراہم کرنا حکومت کی اولین ترجیح ہے، انہوں نے کہا کہ معیشت کی بہتری کے لیے سخت فیصلے کیے گئے ہیں جن کے مثبت نتائج سامنے آ رہے ہیں اور آنے والے دنوں میں مہنگائی میں مزید کمی ہوگی، اجلاس میں وفاقی وزراء اور اعلیٰ حکام نے شرکت کی اور مختلف امور پر تفصیلی تبادلہ خیال کیا گیا۔ لاہور میں پریس کانفرنس سے خطاب کرتے ہوئے انہوں نے کہا کہ صوبائی حکومت عوامی مسائل کے حل کے لیے دن رات کوشاں ہے اور ترقیاتی منصوبوں کو جلد مکمل کیا جائے گا، شہریوں کو صحت تعلیم اور روزگار کی سہولیات فراہم کرنا ہماری ذمہ داری ہے، پولیس نے کارروائی کرتے ہوئے ملزمان کو گرفتار کر کے مقدمہ درج کر لیا اور مزید تفتیش جاری ہے۔: [1, 287, 103, 425]
- article-body-text: اسلام آباد (چار نیوز) وزیر اعظم نے کہا ہے کہ ملک کی ترقی اور خوشحالی کے لیے تمام اداروں کو مل کر کام کرنا ہوگا اور عوام کو ریلیف فراہم کرنا حکومت کی اولین ترجیح ہے، انہوں نے کہا کہ معیشت کی بہتری کے لیے سخت فیصلے کیے گئے ہیں جن کے مثبت نتائج سامنے آ رہے ہیں اور آنے والے دنوں میں مہنگائی میں مزید کمی ہوگی، اجلاس میں وفاقی وزراء اور اعلیٰ حکام نے شرکت کی اور مختلف امور پر تفصیلی تبادلہ خیال کیا گیا۔ لاہور میں پریس کانفرنس سے خطاب کرتے ہوئے انہوں نے کہا کہ صوبائی حکومت عوامی مسائل کے حل کے لیے دن رات کوشاں ہے اور ترقیاتی منصوبوں کو جلد مکمل کیا جائے گا، شہریوں کو صحت تعلیم اور روزگار کی سہولیات فراہم کرنا ہماری ذمہ داری ہے، پولیس نے کارروائی کرتے ہوئے ملزمان کو گرفتار کر کے مقدمہ درج کر لیا اور مزید تفتیش جاری ہے۔: [212, 306, 314, 444]
- brand-logo-icon: چ: [303, 731, 314, 738]
- article-body-text: اسلام آباد (چار نیوز) وزیر اعظم نے کہا ہے کہ ملک کی ترقی اور خوشحالی کے لیے تمام اداروں کو مل کر کام کرنا ہوگا اور عوام کو ریلیف فراہم کرنا حکومت کی اولین ترجیح ہے، انہوں نے کہا کہ معیشت کی بہتری کے لیے سخت فیصلے کیے گئے ہیں جن کے مثبت نتائج سامنے آ رہے ہیں اور آنے والے دنوں میں مہنگائی میں مزید کمی ہوگی، اجلاس میں وفاقی وزراء اور اعلیٰ حکام نے شرکت کی اور مختلف امور پر تفصیلی تبادلہ خیال کیا گیا۔ لاہور میں پریس کانفرنس سے خطاب کرتے ہوئے انہوں نے کہا کہ صوبائی حکومت عوامی مسائل کے حل کے لیے دن رات کوشاں ہے اور ترقیاتی منصوبوں کو جلد مکمل کیا جائے گا، شہریوں کو صحت تعلیم اور روزگار کی سہولیات فراہم کرنا ہماری ذمہ داری ہے، پولیس نے کارروائی کرتے ہوئے ملزمان کو گرفتار کر کے مقدمہ درج کر لیا اور مزید تفتیش جاری ہے۔: [744, 2043, 847, 2174]
- article-number: 27: [423, 1500, 434, 1508]
- news-article: [422, 451, 524, 886]
- article-body-text: اسلام آباد (چار نیوز) وزیر اعظم نے کہا ہے کہ ملک کی ترقی اور خوشحالی کے لیے تمام اداروں کو مل کر کام کرنا ہوگا اور عوام کو ریلیف فراہم کرنا حکومت کی اولین ترجیح ہے، انہوں نے کہا کہ معیشت کی بہتری کے لیے سخت فیصلے کیے گئے ہیں جن کے مثبت نتائج سامنے آ رہے ہیں اور آنے والے دنوں میں مہنگائی میں مزید کمی ہوگی، اجلاس میں وفاقی وزراء اور اعلیٰ حکام نے شرکت کی اور مختلف امور پر تفصیلی تبادلہ خیال کیا گیا۔ لاہور میں پریس کانفرنس سے خطاب کرتے ہوئے انہوں نے کہا کہ صوبائی حکومت عوامی مسائل کے حل کے لیے دن رات کوشاں ہے اور ترقیاتی منصوبوں کو جلد مکمل کیا جائے گا، شہریوں کو صحت تعلیم اور روزگار کی سہولیات فراہم کرنا ہماری ذمہ داری ہے، پولیس نے کارروائی کرتے ہوئے ملزمان کو گرفتار کر کے مقدمہ درج کر لیا اور مزید تفتیش جاری ہے۔: [633, 481, 735, 619]
- article-body-text: اسلام آباد (چار نیوز) وزیر اعظم نے کہا ہے کہ ملک کی ترقی اور خوشحالی کے لیے تمام اداروں کو مل کر کام کرنا ہوگا اور عوام کو ریلیف فراہم کرنا حکومت کی اولین ترجیح ہے، انہوں نے کہا کہ معیشت کی بہتری کے لیے سخت فیصلے کیے گئے ہیں جن کے مثبت نتائج سامنے آ رہے ہیں اور آنے والے دنوں میں مہنگائی میں مزید کمی ہوگی، اجلاس میں وفاقی وزراء اور اعلیٰ حکام نے شرکت کی اور مختلف امور پر تفصیلی تبادلہ خیال کیا گیا۔ لاہور میں پریس کانفرنس سے خطاب کرتے ہوئے انہوں نے کہا کہ صوبائی حکومت عوامی مسائل کے حل کے لیے دن رات کوشاں ہے اور ترقیاتی منصوبوں کو جلد مکمل کیا جائے گا، شہریوں کو صحت تعلیم اور روزگار کی سہولیات فراہم کرنا ہماری ذمہ داری ہے، پولیس نے کارروائی کرتے ہوئے ملزمان کو گرفتار کر کے مقدمہ درج کر لیا اور مزید تفتیش جاری ہے۔: [744, 816, 847, 947]
- article-body-text: اسلام آباد (چار نیوز) وزیر اعظم نے کہا ہے کہ ملک کی ترقی اور خوشحالی کے لیے تمام اداروں کو مل کر کام کرنا ہوگا اور عوام کو ریلیف فراہم کرنا حکومت کی اولین ترجیح ہے، انہوں نے کہا کہ معیشت کی بہتری کے لیے سخت فیصلے کیے گئے ہیں جن کے مثبت نتائج سامنے آ رہے ہیں اور آنے والے دنوں میں مہنگائی میں مزید کمی ہوگی، اجلاس میں وفاقی وزراء اور اعلیٰ حکام نے شرکت کی اور مختلف امور پر تفصیلی تبادلہ خیال کیا گیا۔ لاہور میں پریس کانفرنس سے خطاب کرتے ہوئے انہوں نے کہا کہ صوبائی حکومت عوامی مسائل کے حل کے لیے دن رات کوشاں ہے اور ترقیاتی منصوبوں کو جلد مکمل کیا جائے گا، شہریوں کو صحت تعلیم اور روزگار کی سہولیات فراہم کرنا ہماری ذمہ داری ہے، پولیس نے کارروائی کرتے ہوئے ملزمان کو گرفتار کر کے مقدمہ درج کر لیا اور مزید تفتیش جاری ہے۔: [633, 1390, 735, 1528]
- article-body-text: اسلام آباد (چار نیوز) وزیر اعظم نے کہا ہے کہ ملک کی ترقی اور خوشحالی کے لیے تمام اداروں کو مل کر کام کرنا ہوگا اور عوام کو ریلیف فراہم کرنا حکومت کی اولین ترجیح ہے، انہوں نے کہا کہ معیشت کی بہتری کے لیے سخت فیصلے کیے گئے ہیں جن کے مثبت نتائج سامنے آ رہے ہیں اور آنے والے دنوں میں مہنگائی میں مزید کمی ہوگی، اجلاس میں وفاقی وزراء اور اعلیٰ حکام نے شرکت کی اور مختلف امور پر تفصیلی تبادلہ خیال کیا گیا۔ لاہور میں پریس کانفرنس سے خطاب کرتے ہوئے انہوں نے کہا کہ صوبائی حکومت عوامی مسائل کے حل کے لیے دن رات کوشاں ہے اور ترقیاتی منصوبوں کو جلد مکمل کیا جائے گا، شہریوں کو صحت تعلیم اور روزگار کی سہولیات فراہم کرنا ہماری ذمہ داری ہے، پولیس نے کارروائی کرتے ہوئے ملزمان کو گرفتار کر کے مقدمہ درج کر لیا اور مزید تفتیش جاری ہے۔: [212, 1456, 314, 1594]
- brand-logo-icon: چ: [723, 1676, 734, 1683]
- article-header: [317, 10, 419, 20]
- article-header: [528, 1202, 630, 1212]
- article-header: [422, 154, 524, 164]
- article-header: [422, 451, 524, 461]
- article-header-title: ☆ چار نیوز ☆: [453, 888, 494, 895]
- news-article: [633, 2425, 735, 2576]
- article-body-text: اسلام آباد (چار نیوز) وزیر اعظم نے کہا ہے کہ ملک کی ترقی اور خوشحالی کے لیے تمام اداروں کو مل کر کام کرنا ہوگا اور عوام کو ریلیف فراہم کرنا حکومت کی اولین ترجیح ہے، انہوں نے کہا کہ معیشت کی بہتری کے لیے سخت فیصلے کیے گئے ہیں جن کے مثبت نتائج سامنے آ رہے ہیں اور آنے والے دنوں میں مہنگائی میں مزید کمی ہوگی، اجلاس میں وفاقی وزراء اور اعلیٰ حکام نے شرکت کی اور مختلف امور پر تفصیلی تبادلہ خیال کیا گیا۔ لاہور میں پریس کانفرنس سے خطاب کرتے ہوئے انہوں نے کہا کہ صوبائی حکومت عوامی مسائل کے حل کے لیے دن رات کوشاں ہے اور ترقیاتی منصوبوں کو جلد مکمل کیا جائے گا، شہریوں کو صحت تعلیم اور روزگار کی سہولیات فراہم کرنا ہماری ذمہ داری ہے، پولیس نے کارروائی کرتے ہوئے ملزمان کو گرفتار کر کے مقدمہ درج کر لیا اور مزید تفتیش جاری ہے۔: [528, 9, 630, 147]
- news-article: [633, 2268, 735, 2424]
- article-body-text: اسلام آباد (چار نیوز) وزیر اعظم نے کہا ہے کہ ملک کی ترقی اور خوشحالی کے لیے تمام اداروں کو مل کر کام کرنا ہوگا اور عوام کو ریلیف فراہم کرنا حکومت کی اولین ترجیح ہے، انہوں نے کہا کہ معیشت کی بہتری کے لیے سخت فیصلے کیے گئے ہیں جن کے مثبت نتائج سامنے آ رہے ہیں اور آنے والے دنوں میں مہنگائی میں مزید کمی ہوگی، اجلاس میں وفاقی وزراء اور اعلیٰ حکام نے شرکت کی اور مختلف امور پر تفصیلی تبادلہ خیال کیا گیا۔ لاہور میں پریس کانفرنس سے خطاب کرتے ہوئے انہوں نے کہا کہ صوبائی حکومت عوامی مسائل کے حل کے لیے دن رات کوشاں ہے اور ترقیاتی منصوبوں کو جلد مکمل کیا جائے گا، شہریوں کو صحت تعلیم اور روزگار کی سہولیات فراہم کرنا ہماری ذمہ داری ہے، پولیس نے کارروائی کرتے ہوئے ملزمان کو گرفتار کر کے مقدمہ درج کر لیا اور مزید تفتیش جاری ہے۔: [107, 705, 209, 843]
- news-article: [212, 1026, 314, 1594]
- article-number: 26: [423, 1203, 434, 1211]
- article-body-text: اسلام آباد (چار نیوز) وزیر اعظم نے کہا ہے کہ ملک کی ترقی اور خوشحالی کے لیے تمام اداروں کو مل کر کام کرنا ہوگا اور عوام کو ریلیف فراہم کرنا حکومت کی اولین ترجیح ہے، انہوں نے کہا کہ معیشت کی بہتری کے لیے سخت فیصلے کیے گئے ہیں جن کے مثبت نتائج سامنے آ رہے ہیں اور آنے والے دنوں میں مہنگائی میں مزید کمی ہوگی، اجلاس میں وفاقی وزراء اور اعلیٰ حکام نے شرکت کی اور مختلف امور پر تفصیلی تبادلہ خیال کیا گیا۔ لاہور میں پریس کانفرنس سے خطاب کرتے ہوئے انہوں نے کہا کہ صوبائی حکومت عوامی مسائل کے حل کے لیے دن رات کوشاں ہے اور ترقیاتی منصوبوں کو جلد مکمل کیا جائے گا، شہریوں کو صحت تعلیم اور روزگار کی سہولیات فراہم کرنا ہماری ذمہ داری ہے، پولیس نے کارروائی کرتے ہوئے ملزمان کو گرفتار کر کے مقدمہ درج کر لیا اور مزید تفتیش جاری ہے۔: [317, 2313, 419, 2451]
- article-body-text: اسلام آباد (چار نیوز) وزیر اعظم نے کہا ہے کہ ملک کی ترقی اور خوشحالی کے لیے تمام اداروں کو مل کر کام کرنا ہوگا اور عوام کو ریلیف فراہم کرنا حکومت کی اولین ترجیح ہے، انہوں نے کہا کہ معیشت کی بہتری کے لیے سخت فیصلے کیے گئے ہیں جن کے مثبت نتائج سامنے آ رہے ہیں اور آنے والے دنوں میں مہنگائی میں مزید کمی ہوگی، اجلاس میں وفاقی وزراء اور اعلیٰ حکام نے شرکت کی اور مختلف امور پر تفصیلی تبادلہ خیال کیا گیا۔ لاہور میں پریس کانفرنس سے خطاب کرتے ہوئے انہوں نے کہا کہ صوبائی حکومت عوامی مسائل کے حل کے لیے دن رات کوشاں ہے اور ترقیاتی منصوبوں کو جلد مکمل کیا جائے گا، شہریوں کو صحت تعلیم اور روزگار کی سہولیات فراہم کرنا ہماری ذمہ داری ہے، پولیس نے کارروائی کرتے ہوئے ملزمان کو گرفتار کر کے مقدمہ درج کر لیا اور مزید تفتیش جاری ہے۔: [422, 1511, 524, 1649]
- article-header-title: ☆ چار نیوز ☆: [31, 428, 73, 435]
- article-header: [528, 748, 630, 758]
- brand-logo-icon: چ: [723, 2269, 734, 2277]
- article-body-text: اسلام آباد (چار نیوز) وزیر اعظم نے کہا ہے کہ ملک کی ترقی اور خوشحالی کے لیے تمام اداروں کو مل کر کام کرنا ہوگا اور عوام کو ریلیف فراہم کرنا حکومت کی اولین ترجیح ہے، انہوں نے کہا کہ معیشت کی بہتری کے لیے سخت فیصلے کیے گئے ہیں جن کے مثبت نتائج سامنے آ رہے ہیں اور آنے والے دنوں میں مہنگائی میں مزید کمی ہوگی، اجلاس میں وفاقی وزراء اور اعلیٰ حکام نے شرکت کی اور مختلف امور پر تفصیلی تبادلہ خیال کیا گیا۔ لاہور میں پریس کانفرنس سے خطاب کرتے ہوئے انہوں نے کہا کہ صوبائی حکومت عوامی مسائل کے حل کے لیے دن رات کوشاں ہے اور ترقیاتی منصوبوں کو جلد مکمل کیا جائے گا، شہریوں کو صحت تعلیم اور روزگار کی سہولیات فراہم کرنا ہماری ذمہ داری ہے، پولیس نے کارروائی کرتے ہوئے ملزمان کو گرفتار کر کے مقدمہ درج کر لیا اور مزید تفتیش جاری ہے۔: [528, 1668, 630, 1806]
- news-article: [317, 1393, 419, 1549]
- article-header: [422, 1656, 524, 1666]
- article-body-text: اسلام آباد (چار نیوز) وزیر اعظم نے کہا ہے کہ ملک کی ترقی اور خوشحالی کے لیے تمام اداروں کو مل کر کام کرنا ہوگا اور عوام کو ریلیف فراہم کرنا حکومت کی اولین ترجیح ہے، انہوں نے کہا کہ معیشت کی بہتری کے لیے سخت فیصلے کیے گئے ہیں جن کے مثبت نتائج سامنے آ رہے ہیں اور آنے والے دنوں میں مہنگائی میں مزید کمی ہوگی، اجلاس میں وفاقی وزراء اور اعلیٰ حکام نے شرکت کی اور مختلف امور پر تفصیلی تبادلہ خیال کیا گیا۔ لاہور میں پریس کانفرنس سے خطاب کرتے ہوئے انہوں نے کہا کہ صوبائی حکومت عوامی مسائل کے حل کے لیے دن رات کوشاں ہے اور ترقیاتی منصوبوں کو جلد مکمل کیا جائے گا، شہریوں کو صحت تعلیم اور روزگار کی سہولیات فراہم کرنا ہماری ذمہ داری ہے، پولیس نے کارروائی کرتے ہوئے ملزمان کو گرفتار کر کے مقدمہ درج کر لیا اور مزید تفتیش جاری ہے۔: [317, 187, 419, 325]
- article-header-title: ☆ چار نیوز ☆: [775, 956, 816, 963]
- article-end-rule: ━━━━━━━━━━━: [457, 1649, 490, 1655]
- article-body-text: اسلام آباد (چار نیوز) وزیر اعظم نے کہا ہے کہ ملک کی ترقی اور خوشحالی کے لیے تمام اداروں کو مل کر کام کرنا ہوگا اور عوام کو ریلیف فراہم کرنا حکومت کی اولین ترجیح ہے، انہوں نے کہا کہ معیشت کی بہتری کے لیے سخت فیصلے کیے گئے ہیں جن کے مثبت نتائج سامنے آ رہے ہیں اور آنے والے دنوں میں مہنگائی میں مزید کمی ہوگی، اجلاس میں وفاقی وزراء اور اعلیٰ حکام نے شرکت کی اور مختلف امور پر تفصیلی تبادلہ خیال کیا گیا۔ لاہور میں پریس کانفرنس سے خطاب کرتے ہوئے انہوں نے کہا کہ صوبائی حکومت عوامی مسائل کے حل کے لیے دن رات کوشاں ہے اور ترقیاتی منصوبوں کو جلد مکمل کیا جائے گا، شہریوں کو صحت تعلیم اور روزگار کی سہولیات فراہم کرنا ہماری ذمہ داری ہے، پولیس نے کارروائی کرتے ہوئے ملزمان کو گرفتار کر کے مقدمہ درج کر لیا اور مزید تفتیش جاری ہے۔: [744, 154, 847, 285]
- article-body-text: اسلام آباد (چار نیوز) وزیر اعظم نے کہا ہے کہ ملک کی ترقی اور خوشحالی کے لیے تمام اداروں کو مل کر کام کرنا ہوگا اور عوام کو ریلیف فراہم کرنا حکومت کی اولین ترجیح ہے، انہوں نے کہا کہ معیشت کی بہتری کے لیے سخت فیصلے کیے گئے ہیں جن کے مثبت نتائج سامنے آ رہے ہیں اور آنے والے دنوں میں مہنگائی میں مزید کمی ہوگی، اجلاس میں وفاقی وزراء اور اعلیٰ حکام نے شرکت کی اور مختلف امور پر تفصیلی تبادلہ خیال کیا گیا۔ لاہور میں پریس کانفرنس سے خطاب کرتے ہوئے انہوں نے کہا کہ صوبائی حکومت عوامی مسائل کے حل کے لیے دن رات کوشاں ہے اور ترقیاتی منصوبوں کو جلد مکمل کیا جائے گا، شہریوں کو صحت تعلیم اور روزگار کی سہولیات فراہم کرنا ہماری ذمہ داری ہے، پولیس نے کارروائی کرتے ہوئے ملزمان کو گرفتار کر کے مقدمہ درج کر لیا اور مزید تفتیش جاری ہے۔: [107, 9, 209, 147]
- article-number: 34: [318, 940, 329, 947]
- article-body-text: اسلام آباد (چار نیوز) وزیر اعظم نے کہا ہے کہ ملک کی ترقی اور خوشحالی کے لیے تمام اداروں کو مل کر کام کرنا ہوگا اور عوام کو ریلیف فراہم کرنا حکومت کی اولین ترجیح ہے، انہوں نے کہا کہ معیشت کی بہتری کے لیے سخت فیصلے کیے گئے ہیں جن کے مثبت نتائج سامنے آ رہے ہیں اور آنے والے دنوں میں مہنگائی میں مزید کمی ہوگی، اجلاس میں وفاقی وزراء اور اعلیٰ حکام نے شرکت کی اور مختلف امور پر تفصیلی تبادلہ خیال کیا گیا۔ لاہور میں پریس کانفرنس سے خطاب کرتے ہوئے انہوں نے کہا کہ صوبائی حکومت عوامی مسائل کے حل کے لیے دن رات کوشاں ہے اور ترقیاتی منصوبوں کو جلد مکمل کیا جائے گا، شہریوں کو صحت تعلیم اور روزگار کی سہولیات فراہم کرنا ہماری ذمہ داری ہے، پولیس نے کارروائی کرتے ہوئے ملزمان کو گرفتار کر کے مقدمہ درج کر لیا اور مزید تفتیش جاری ہے۔: [633, 1232, 735, 1370]
- article-header-title: ☆ چار نیوز ☆: [558, 749, 599, 756]
- article-header: [317, 1235, 419, 1245]
- brand-logo-icon: چ: [408, 2163, 419, 2171]
- news-article: [528, 1656, 630, 1807]
- news-article: [422, 9, 524, 153]
- article-body-text: اسلام آباد (چار نیوز) وزیر اعظم نے کہا ہے کہ ملک کی ترقی اور خوشحالی کے لیے تمام اداروں کو مل کر کام کرنا ہوگا اور عوام کو ریلیف فراہم کرنا حکومت کی اولین ترجیح ہے، انہوں نے کہا کہ معیشت کی بہتری کے لیے سخت فیصلے کیے گئے ہیں جن کے مثبت نتائج سامنے آ رہے ہیں اور آنے والے دنوں میں مہنگائی میں مزید کمی ہوگی، اجلاس میں وفاقی وزراء اور اعلیٰ حکام نے شرکت کی اور مختلف امور پر تفصیلی تبادلہ خیال کیا گیا۔ لاہور میں پریس کانفرنس سے خطاب کرتے ہوئے انہوں نے کہا کہ صوبائی حکومت عوامی مسائل کے حل کے لیے دن رات کوشاں ہے اور ترقیاتی منصوبوں کو جلد مکمل کیا جائے گا، شہریوں کو صحت تعلیم اور روزگار کی سہولیات فراہم کرنا ہماری ذمہ داری ہے، پولیس نے کارروائی کرتے ہوئے ملزمان کو گرفتار کر کے مقدمہ درج کر لیا اور مزید تفتیش جاری ہے۔: [744, 1911, 847, 2042]
- article-number: 19: [528, 1203, 539, 1211]
- brand-logo-icon: چ: [723, 1972, 734, 1980]
- news-article: [317, 490, 419, 641]
- brand-logo-icon: چ: [836, 11, 847, 19]
- brand-logo-icon: چ: [408, 1552, 419, 1559]
- article-end-rule: ━━━━━━━━━━━: [562, 1038, 595, 1043]
- news-article: [317, 1708, 419, 1864]
- brand-logo-icon: چ: [408, 11, 419, 19]
- news-article: [212, 9, 314, 292]
- news-article: [317, 1865, 419, 2161]
- article-header: [317, 490, 419, 500]
- brand-logo-icon: چ: [723, 767, 734, 775]
- article-end-rule: ━━━━━━━━━━━: [352, 161, 385, 166]
- contact-number: 0343-5176623: [346, 180, 391, 186]
- article-body-text: اسلام آباد (چار نیوز) وزیر اعظم نے کہا ہے کہ ملک کی ترقی اور خوشحالی کے لیے تمام اداروں کو مل کر کام کرنا ہوگا اور عوام کو ریلیف فراہم کرنا حکومت کی اولین ترجیح ہے، انہوں نے کہا کہ معیشت کی بہتری کے لیے سخت فیصلے کیے گئے ہیں جن کے مثبت نتائج سامنے آ رہے ہیں اور آنے والے دنوں میں مہنگائی میں مزید کمی ہوگی، اجلاس میں وفاقی وزراء اور اعلیٰ حکام نے شرکت کی اور مختلف امور پر تفصیلی تبادلہ خیال کیا گیا۔ لاہور میں پریس کانفرنس سے خطاب کرتے ہوئے انہوں نے کہا کہ صوبائی حکومت عوامی مسائل کے حل کے لیے دن رات کوشاں ہے اور ترقیاتی منصوبوں کو جلد مکمل کیا جائے گا، شہریوں کو صحت تعلیم اور روزگار کی سہولیات فراہم کرنا ہماری ذمہ داری ہے، پولیس نے کارروائی کرتے ہوئے ملزمان کو گرفتار کر کے مقدمہ درج کر لیا اور مزید تفتیش جاری ہے۔: [422, 602, 524, 740]
- article-header: [633, 1674, 735, 1685]
- brand-logo-icon: چ: [408, 169, 419, 176]
- article-body-text: اسلام آباد (چار نیوز) وزیر اعظم نے کہا ہے کہ ملک کی ترقی اور خوشحالی کے لیے تمام اداروں کو مل کر کام کرنا ہوگا اور عوام کو ریلیف فراہم کرنا حکومت کی اولین ترجیح ہے، انہوں نے کہا کہ معیشت کی بہتری کے لیے سخت فیصلے کیے گئے ہیں جن کے مثبت نتائج سامنے آ رہے ہیں اور آنے والے دنوں میں مہنگائی میں مزید کمی ہوگی، اجلاس میں وفاقی وزراء اور اعلیٰ حکام نے شرکت کی اور مختلف امور پر تفصیلی تبادلہ خیال کیا گیا۔ لاہور میں پریس کانفرنس سے خطاب کرتے ہوئے انہوں نے کہا کہ صوبائی حکومت عوامی مسائل کے حل کے لیے دن رات کوشاں ہے اور ترقیاتی منصوبوں کو جلد مکمل کیا جائے گا، شہریوں کو صحت تعلیم اور روزگار کی سہولیات فراہم کرنا ہماری ذمہ داری ہے، پولیس نے کارروائی کرتے ہوئے ملزمان کو گرفتار کر کے مقدمہ درج کر لیا اور مزید تفتیش جاری ہے۔: [1, 718, 103, 856]
- article-end-rule: ━━━━━━━━━━━: [457, 1038, 490, 1043]
- article-body-text: اسلام آباد (چار نیوز) وزیر اعظم نے کہا ہے کہ ملک کی ترقی اور خوشحالی کے لیے تمام اداروں کو مل کر کام کرنا ہوگا اور عوام کو ریلیف فراہم کرنا حکومت کی اولین ترجیح ہے، انہوں نے کہا کہ معیشت کی بہتری کے لیے سخت فیصلے کیے گئے ہیں جن کے مثبت نتائج سامنے آ رہے ہیں اور آنے والے دنوں میں مہنگائی میں مزید کمی ہوگی، اجلاس میں وفاقی وزراء اور اعلیٰ حکام نے شرکت کی اور مختلف امور پر تفصیلی تبادلہ خیال کیا گیا۔ لاہور میں پریس کانفرنس سے خطاب کرتے ہوئے انہوں نے کہا کہ صوبائی حکومت عوامی مسائل کے حل کے لیے دن رات کوشاں ہے اور ترقیاتی منصوبوں کو جلد مکمل کیا جائے گا، شہریوں کو صحت تعلیم اور روزگار کی سہولیات فراہم کرنا ہماری ذمہ داری ہے، پولیس نے کارروائی کرتے ہوئے ملزمان کو گرفتار کر کے مقدمہ درج کر لیا اور مزید تفتیش جاری ہے۔: [1, 439, 103, 577]
- article-body-text: اسلام آباد (چار نیوز) وزیر اعظم نے کہا ہے کہ ملک کی ترقی اور خوشحالی کے لیے تمام اداروں کو مل کر کام کرنا ہوگا اور عوام کو ریلیف فراہم کرنا حکومت کی اولین ترجیح ہے، انہوں نے کہا کہ معیشت کی بہتری کے لیے سخت فیصلے کیے گئے ہیں جن کے مثبت نتائج سامنے آ رہے ہیں اور آنے والے دنوں میں مہنگائی میں مزید کمی ہوگی، اجلاس میں وفاقی وزراء اور اعلیٰ حکام نے شرکت کی اور مختلف امور پر تفصیلی تبادلہ خیال کیا گیا۔ لاہور میں پریس کانفرنس سے خطاب کرتے ہوئے انہوں نے کہا کہ صوبائی حکومت عوامی مسائل کے حل کے لیے دن رات کوشاں ہے اور ترقیاتی منصوبوں کو جلد مکمل کیا جائے گا، شہریوں کو صحت تعلیم اور روزگار کی سہولیات فراہم کرنا ہماری ذمہ داری ہے، پولیس نے کارروائی کرتے ہوئے ملزمان کو گرفتار کر کے مقدمہ درج کر لیا اور مزید تفتیش جاری ہے۔: [317, 22, 419, 160]
- article-number: 43: [213, 1028, 224, 1035]
- news-article: [633, 1674, 735, 1970]
- brand-logo-icon: چ: [723, 925, 734, 932]
- article-body-text: اسلام آباد (چار نیوز) وزیر اعظم نے کہا ہے کہ ملک کی ترقی اور خوشحالی کے لیے تمام اداروں کو مل کر کام کرنا ہوگا اور عوام کو ریلیف فراہم کرنا حکومت کی اولین ترجیح ہے، انہوں نے کہا کہ معیشت کی بہتری کے لیے سخت فیصلے کیے گئے ہیں جن کے مثبت نتائج سامنے آ رہے ہیں اور آنے والے دنوں میں مہنگائی میں مزید کمی ہوگی، اجلاس میں وفاقی وزراء اور اعلیٰ حکام نے شرکت کی اور مختلف امور پر تفصیلی تبادلہ خیال کیا گیا۔ لاہور میں پریس کانفرنس سے خطاب کرتے ہوئے انہوں نے کہا کہ صوبائی حکومت عوامی مسائل کے حل کے لیے دن رات کوشاں ہے اور ترقیاتی منصوبوں کو جلد مکمل کیا جائے گا، شہریوں کو صحت تعلیم اور روزگار کی سہولیات فراہم کرنا ہماری ذمہ داری ہے، پولیس نے کارروائی کرتے ہوئے ملزمان کو گرفتار کر کے مقدمہ درج کر لیا اور مزید تفتیش جاری ہے۔: [528, 1214, 630, 1352]
- article-header: [633, 1971, 735, 1981]
- article-header-title: ☆ چار نیوز ☆: [663, 471, 705, 478]
- article-body-text: اسلام آباد (چار نیوز) وزیر اعظم نے کہا ہے کہ ملک کی ترقی اور خوشحالی کے لیے تمام اداروں کو مل کر کام کرنا ہوگا اور عوام کو ریلیف فراہم کرنا حکومت کی اولین ترجیح ہے، انہوں نے کہا کہ معیشت کی بہتری کے لیے سخت فیصلے کیے گئے ہیں جن کے مثبت نتائج سامنے آ رہے ہیں اور آنے والے دنوں میں مہنگائی میں مزید کمی ہوگی، اجلاس میں وفاقی وزراء اور اعلیٰ حکام نے شرکت کی اور مختلف امور پر تفصیلی تبادلہ خیال کیا گیا۔ لاہور میں پریس کانفرنس سے خطاب کرتے ہوئے انہوں نے کہا کہ صوبائی حکومت عوامی مسائل کے حل کے لیے دن رات کوشاں ہے اور ترقیاتی منصوبوں کو جلد مکمل کیا جائے گا، شہریوں کو صحت تعلیم اور روزگار کی سہولیات فراہم کرنا ہماری ذمہ داری ہے، پولیس نے کارروائی کرتے ہوئے ملزمان کو گرفتار کر کے مقدمہ درج کر لیا اور مزید تفتیش جاری ہے۔: [317, 2017, 419, 2155]
- news-article: [317, 642, 419, 937]
- article-body-text: اسلام آباد (چار نیوز) وزیر اعظم نے کہا ہے کہ ملک کی ترقی اور خوشحالی کے لیے تمام اداروں کو مل کر کام کرنا ہوگا اور عوام کو ریلیف فراہم کرنا حکومت کی اولین ترجیح ہے، انہوں نے کہا کہ معیشت کی بہتری کے لیے سخت فیصلے کیے گئے ہیں جن کے مثبت نتائج سامنے آ رہے ہیں اور آنے والے دنوں میں مہنگائی میں مزید کمی ہوگی، اجلاس میں وفاقی وزراء اور اعلیٰ حکام نے شرکت کی اور مختلف امور پر تفصیلی تبادلہ خیال کیا گیا۔ لاہور میں پریس کانفرنس سے خطاب کرتے ہوئے انہوں نے کہا کہ صوبائی حکومت عوامی مسائل کے حل کے لیے دن رات کوشاں ہے اور ترقیاتی منصوبوں کو جلد مکمل کیا جائے گا، شہریوں کو صحت تعلیم اور روزگار کی سہولیات فراہم کرنا ہماری ذمہ داری ہے، پولیس نے کارروائی کرتے ہوئے ملزمان کو گرفتار کر کے مقدمہ درج کر لیا اور مزید تفتیش جاری ہے۔: [212, 445, 314, 583]
- article-body-text: اسلام آباد (چار نیوز) وزیر اعظم نے کہا ہے کہ ملک کی ترقی اور خوشحالی کے لیے تمام اداروں کو مل کر کام کرنا ہوگا اور عوام کو ریلیف فراہم کرنا حکومت کی اولین ترجیح ہے، انہوں نے کہا کہ معیشت کی بہتری کے لیے سخت فیصلے کیے گئے ہیں جن کے مثبت نتائج سامنے آ رہے ہیں اور آنے والے دنوں میں مہنگائی میں مزید کمی ہوگی، اجلاس میں وفاقی وزراء اور اعلیٰ حکام نے شرکت کی اور مختلف امور پر تفصیلی تبادلہ خیال کیا گیا۔ لاہور میں پریس کانفرنس سے خطاب کرتے ہوئے انہوں نے کہا کہ صوبائی حکومت عوامی مسائل کے حل کے لیے دن رات کوشاں ہے اور ترقیاتی منصوبوں کو جلد مکمل کیا جائے گا، شہریوں کو صحت تعلیم اور روزگار کی سہولیات فراہم کرنا ہماری ذمہ داری ہے، پولیس نے کارروائی کرتے ہوئے ملزمان کو گرفتار کر کے مقدمہ درج کر لیا اور مزید تفتیش جاری ہے۔: [212, 148, 314, 286]
- article-header-title: ☆ چار نیوز ☆: [663, 1222, 705, 1228]
- news-article: [422, 1499, 524, 1655]
- brand-logo-icon: چ: [618, 1046, 629, 1053]
- column-divider: [631, 9, 632, 1394]
- news-article: [422, 1045, 524, 1201]
- article-body-text: اسلام آباد (چار نیوز) وزیر اعظم نے کہا ہے کہ ملک کی ترقی اور خوشحالی کے لیے تمام اداروں کو مل کر کام کرنا ہوگا اور عوام کو ریلیف فراہم کرنا حکومت کی اولین ترجیح ہے، انہوں نے کہا کہ معیشت کی بہتری کے لیے سخت فیصلے کیے گئے ہیں جن کے مثبت نتائج سامنے آ رہے ہیں اور آنے والے دنوں میں مہنگائی میں مزید کمی ہوگی، اجلاس میں وفاقی وزراء اور اعلیٰ حکام نے شرکت کی اور مختلف امور پر تفصیلی تبادلہ خیال کیا گیا۔ لاہور میں پریس کانفرنس سے خطاب کرتے ہوئے انہوں نے کہا کہ صوبائی حکومت عوامی مسائل کے حل کے لیے دن رات کوشاں ہے اور ترقیاتی منصوبوں کو جلد مکمل کیا جائے گا، شہریوں کو صحت تعلیم اور روزگار کی سہولیات فراہم کرنا ہماری ذمہ داری ہے، پولیس نے کارروائی کرتے ہوئے ملزمان کو گرفتار کر کے مقدمہ درج کر لیا اور مزید تفتیش جاری ہے۔: [528, 166, 630, 304]
- news-article: [422, 154, 524, 450]
- brand-logo-icon: چ: [836, 956, 847, 963]
- brand-logo-icon: چ: [513, 1046, 524, 1053]
- article-header-title: ☆ چار نیوز ☆: [348, 11, 389, 18]
- article-header: [422, 1499, 524, 1509]
- news-article: [633, 1378, 735, 1673]
- article-number: 2: [744, 956, 755, 963]
- news-article: [633, 766, 735, 922]
- article-body-text: اسلام آباد (چار نیوز) وزیر اعظم نے کہا ہے کہ ملک کی ترقی اور خوشحالی کے لیے تمام اداروں کو مل کر کام کرنا ہوگا اور عوام کو ریلیف فراہم کرنا حکومت کی اولین ترجیح ہے، انہوں نے کہا کہ معیشت کی بہتری کے لیے سخت فیصلے کیے گئے ہیں جن کے مثبت نتائج سامنے آ رہے ہیں اور آنے والے دنوں میں مہنگائی میں مزید کمی ہوگی، اجلاس میں وفاقی وزراء اور اعلیٰ حکام نے شرکت کی اور مختلف امور پر تفصیلی تبادلہ خیال کیا گیا۔ لاہور میں پریس کانفرنس سے خطاب کرتے ہوئے انہوں نے کہا کہ صوبائی حکومت عوامی مسائل کے حل کے لیے دن رات کوشاں ہے اور ترقیاتی منصوبوں کو جلد مکمل کیا جائے گا، شہریوں کو صحت تعلیم اور روزگار کی سہولیات فراہم کرنا ہماری ذمہ داری ہے، پولیس نے کارروائی کرتے ہوئے ملزمان کو گرفتار کر کے مقدمہ درج کر لیا اور مزید تفتیش جاری ہے۔: [744, 1363, 847, 1494]
- article-number: 9: [633, 1222, 644, 1229]
- article-end-rule: ━━━━━━━━━━━: [457, 147, 490, 153]
- article-header: [744, 10, 847, 20]
- article-header-title: ☆ چار نیوز ☆: [453, 1203, 494, 1210]
- news-article: [528, 1360, 630, 1655]
- article-body-text: اسلام آباد (چار نیوز) وزیر اعظم نے کہا ہے کہ ملک کی ترقی اور خوشحالی کے لیے تمام اداروں کو مل کر کام کرنا ہوگا اور عوام کو ریلیف فراہم کرنا حکومت کی اولین ترجیح ہے، انہوں نے کہا کہ معیشت کی بہتری کے لیے سخت فیصلے کیے گئے ہیں جن کے مثبت نتائج سامنے آ رہے ہیں اور آنے والے دنوں میں مہنگائی میں مزید کمی ہوگی، اجلاس میں وفاقی وزراء اور اعلیٰ حکام نے شرکت کی اور مختلف امور پر تفصیلی تبادلہ خیال کیا گیا۔ لاہور میں پریس کانفرنس سے خطاب کرتے ہوئے انہوں نے کہا کہ صوبائی حکومت عوامی مسائل کے حل کے لیے دن رات کوشاں ہے اور ترقیاتی منصوبوں کو جلد مکمل کیا جائے گا، شہریوں کو صحت تعلیم اور روزگار کی سہولیات فراہم کرنا ہماری ذمہ داری ہے، پولیس نے کارروائی کرتے ہوئے ملزمان کو گرفتار کر کے مقدمہ درج کر لیا اور مزید تفتیش جاری ہے۔: [528, 1511, 630, 1649]
- article-header: [528, 154, 630, 164]
- article-end-rule: ━━━━━━━━━━━: [457, 1492, 490, 1497]
- brand-logo-icon: چ: [723, 313, 734, 321]
- news-article: [744, 10, 847, 953]
- article-body-text: اسلام آباد (چار نیوز) وزیر اعظم نے کہا ہے کہ ملک کی ترقی اور خوشحالی کے لیے تمام اداروں کو مل کر کام کرنا ہوگا اور عوام کو ریلیف فراہم کرنا حکومت کی اولین ترجیح ہے، انہوں نے کہا کہ معیشت کی بہتری کے لیے سخت فیصلے کیے گئے ہیں جن کے مثبت نتائج سامنے آ رہے ہیں اور آنے والے دنوں میں مہنگائی میں مزید کمی ہوگی، اجلاس میں وفاقی وزراء اور اعلیٰ حکام نے شرکت کی اور مختلف امور پر تفصیلی تبادلہ خیال کیا گیا۔ لاہور میں پریس کانفرنس سے خطاب کرتے ہوئے انہوں نے کہا کہ صوبائی حکومت عوامی مسائل کے حل کے لیے دن رات کوشاں ہے اور ترقیاتی منصوبوں کو جلد مکمل کیا جائے گا، شہریوں کو صحت تعلیم اور روزگار کی سہولیات فراہم کرنا ہماری ذمہ داری ہے، پولیس نے کارروائی کرتے ہوئے ملزمان کو گرفتار کر کے مقدمہ درج کر لیا اور مزید تفتیش جاری ہے۔: [317, 1562, 419, 1700]
- article-header-title: ☆ چار نیوز ☆: [663, 925, 705, 932]
- article-number: 30: [318, 169, 329, 176]
- article-body-text: اسلام آباد (چار نیوز) وزیر اعظم نے کہا ہے کہ ملک کی ترقی اور خوشحالی کے لیے تمام اداروں کو مل کر کام کرنا ہوگا اور عوام کو ریلیف فراہم کرنا حکومت کی اولین ترجیح ہے، انہوں نے کہا کہ معیشت کی بہتری کے لیے سخت فیصلے کیے گئے ہیں جن کے مثبت نتائج سامنے آ رہے ہیں اور آنے والے دنوں میں مہنگائی میں مزید کمی ہوگی، اجلاس میں وفاقی وزراء اور اعلیٰ حکام نے شرکت کی اور مختلف امور پر تفصیلی تبادلہ خیال کیا گیا۔ لاہور میں پریس کانفرنس سے خطاب کرتے ہوئے انہوں نے کہا کہ صوبائی حکومت عوامی مسائل کے حل کے لیے دن رات کوشاں ہے اور ترقیاتی منصوبوں کو جلد مکمل کیا جائے گا، شہریوں کو صحت تعلیم اور روزگار کی سہولیات فراہم کرنا ہماری ذمہ داری ہے، پولیس نے کارروائی کرتے ہوئے ملزمان کو گرفتار کر کے مقدمہ درج کر لیا اور مزید تفتیش جاری ہے۔: [744, 1496, 847, 1627]
- article-number: 35: [318, 1237, 329, 1244]
- article-header-title: ☆ چار نیوز ☆: [775, 11, 816, 18]
- article-header: [317, 1708, 419, 1718]
- article-number: 13: [633, 2269, 644, 2277]
- article-end-rule: ━━━━━━━━━━━: [667, 1213, 700, 1219]
- article-body-text: اسلام آباد (چار نیوز) وزیر اعظم نے کہا ہے کہ ملک کی ترقی اور خوشحالی کے لیے تمام اداروں کو مل کر کام کرنا ہوگا اور عوام کو ریلیف فراہم کرنا حکومت کی اولین ترجیح ہے، انہوں نے کہا کہ معیشت کی بہتری کے لیے سخت فیصلے کیے گئے ہیں جن کے مثبت نتائج سامنے آ رہے ہیں اور آنے والے دنوں میں مہنگائی میں مزید کمی ہوگی، اجلاس میں وفاقی وزراء اور اعلیٰ حکام نے شرکت کی اور مختلف امور پر تفصیلی تبادلہ خیال کیا گیا۔ لاہور میں پریس کانفرنس سے خطاب کرتے ہوئے انہوں نے کہا کہ صوبائی حکومت عوامی مسائل کے حل کے لیے دن رات کوشاں ہے اور ترقیاتی منصوبوں کو جلد مکمل کیا جائے گا، شہریوں کو صحت تعلیم اور روزگار کی سہولیات فراہم کرنا ہماری ذمہ داری ہے، پولیس نے کارروائی کرتے ہوئے ملزمان کو گرفتار کر کے مقدمہ درج کر لیا اور مزید تفتیش جاری ہے۔: [633, 166, 735, 304]
- article-end-rule: ━━━━━━━━━━━: [667, 147, 700, 153]
- news-article: [528, 1202, 630, 1358]
- article-body-text: اسلام آباد (چار نیوز) وزیر اعظم نے کہا ہے کہ ملک کی ترقی اور خوشحالی کے لیے تمام اداروں کو مل کر کام کرنا ہوگا اور عوام کو ریلیف فراہم کرنا حکومت کی اولین ترجیح ہے، انہوں نے کہا کہ معیشت کی بہتری کے لیے سخت فیصلے کیے گئے ہیں جن کے مثبت نتائج سامنے آ رہے ہیں اور آنے والے دنوں میں مہنگائی میں مزید کمی ہوگی، اجلاس میں وفاقی وزراء اور اعلیٰ حکام نے شرکت کی اور مختلف امور پر تفصیلی تبادلہ خیال کیا گیا۔ لاہور میں پریس کانفرنس سے خطاب کرتے ہوئے انہوں نے کہا کہ صوبائی حکومت عوامی مسائل کے حل کے لیے دن رات کوشاں ہے اور ترقیاتی منصوبوں کو جلد مکمل کیا جائے گا، شہریوں کو صحت تعلیم اور روزگار کی سہولیات فراہم کرنا ہماری ذمہ داری ہے، پولیس نے کارروائی کرتے ہوئے ملزمان کو گرفتار کر کے مقدمہ درج کر لیا اور مزید تفتیش جاری ہے۔: [528, 463, 630, 601]
- news-article: [633, 9, 735, 153]
- article-end-rule: ━━━━━━━━━━━: [667, 1964, 700, 1970]
- article-body-text: اسلام آباد (چار نیوز) وزیر اعظم نے کہا ہے کہ ملک کی ترقی اور خوشحالی کے لیے تمام اداروں کو مل کر کام کرنا ہوگا اور عوام کو ریلیف فراہم کرنا حکومت کی اولین ترجیح ہے، انہوں نے کہا کہ معیشت کی بہتری کے لیے سخت فیصلے کیے گئے ہیں جن کے مثبت نتائج سامنے آ رہے ہیں اور آنے والے دنوں میں مہنگائی میں مزید کمی ہوگی، اجلاس میں وفاقی وزراء اور اعلیٰ حکام نے شرکت کی اور مختلف امور پر تفصیلی تبادلہ خیال کیا گیا۔ لاہور میں پریس کانفرنس سے خطاب کرتے ہوئے انہوں نے کہا کہ صوبائی حکومت عوامی مسائل کے حل کے لیے دن رات کوشاں ہے اور ترقیاتی منصوبوں کو جلد مکمل کیا جائے گا، شہریوں کو صحت تعلیم اور روزگار کی سہولیات فراہم کرنا ہماری ذمہ داری ہے، پولیس نے کارروائی کرتے ہوئے ملزمان کو گرفتار کر کے مقدمہ درج کر لیا اور مزید تفتیش جاری ہے۔: [744, 419, 847, 550]
- article-body-text: اسلام آباد (چار نیوز) وزیر اعظم نے کہا ہے کہ ملک کی ترقی اور خوشحالی کے لیے تمام اداروں کو مل کر کام کرنا ہوگا اور عوام کو ریلیف فراہم کرنا حکومت کی اولین ترجیح ہے، انہوں نے کہا کہ معیشت کی بہتری کے لیے سخت فیصلے کیے گئے ہیں جن کے مثبت نتائج سامنے آ رہے ہیں اور آنے والے دنوں میں مہنگائی میں مزید کمی ہوگی، اجلاس میں وفاقی وزراء اور اعلیٰ حکام نے شرکت کی اور مختلف امور پر تفصیلی تبادلہ خیال کیا گیا۔ لاہور میں پریس کانفرنس سے خطاب کرتے ہوئے انہوں نے کہا کہ صوبائی حکومت عوامی مسائل کے حل کے لیے دن رات کوشاں ہے اور ترقیاتی منصوبوں کو جلد مکمل کیا جائے گا، شہریوں کو صحت تعلیم اور روزگار کی سہولیات فراہم کرنا ہماری ذمہ داری ہے، پولیس نے کارروائی کرتے ہوئے ملزمان کو گرفتار کر کے مقدمہ درج کر لیا اور مزید تفتیش جاری ہے۔: [633, 778, 735, 916]
- article-number: 6: [633, 471, 644, 478]
- article-number: 4: [633, 156, 644, 163]
- article-body-text: اسلام آباد (چار نیوز) وزیر اعظم نے کہا ہے کہ ملک کی ترقی اور خوشحالی کے لیے تمام اداروں کو مل کر کام کرنا ہوگا اور عوام کو ریلیف فراہم کرنا حکومت کی اولین ترجیح ہے، انہوں نے کہا کہ معیشت کی بہتری کے لیے سخت فیصلے کیے گئے ہیں جن کے مثبت نتائج سامنے آ رہے ہیں اور آنے والے دنوں میں مہنگائی میں مزید کمی ہوگی، اجلاس میں وفاقی وزراء اور اعلیٰ حکام نے شرکت کی اور مختلف امور پر تفصیلی تبادلہ خیال کیا گیا۔ لاہور میں پریس کانفرنس سے خطاب کرتے ہوئے انہوں نے کہا کہ صوبائی حکومت عوامی مسائل کے حل کے لیے دن رات کوشاں ہے اور ترقیاتی منصوبوں کو جلد مکمل کیا جائے گا، شہریوں کو صحت تعلیم اور روزگار کی سہولیات فراہم کرنا ہماری ذمہ داری ہے، پولیس نے کارروائی کرتے ہوئے ملزمان کو گرفتار کر کے مقدمہ درج کر لیا اور مزید تفتیش جاری ہے۔: [633, 2437, 735, 2575]
- article-header-title: ☆ چار نیوز ☆: [558, 452, 599, 459]
- news-article: [633, 1971, 735, 2267]
- brand-logo-icon: چ: [513, 888, 524, 896]
- brand-logo-icon: چ: [618, 452, 629, 460]
- news-column: [633, 9, 735, 2575]
- brand-logo-icon: چ: [408, 1394, 419, 1402]
- news-article: [212, 730, 314, 1025]
- article-number: 7: [633, 767, 644, 775]
- brand-logo-icon: چ: [723, 1222, 734, 1229]
- news-article: [212, 294, 314, 728]
- article-number: 37: [318, 1552, 329, 1559]
- article-body-text: اسلام آباد (چار نیوز) وزیر اعظم نے کہا ہے کہ ملک کی ترقی اور خوشحالی کے لیے تمام اداروں کو مل کر کام کرنا ہوگا اور عوام کو ریلیف فراہم کرنا حکومت کی اولین ترجیح ہے، انہوں نے کہا کہ معیشت کی بہتری کے لیے سخت فیصلے کیے گئے ہیں جن کے مثبت نتائج سامنے آ رہے ہیں اور آنے والے دنوں میں مہنگائی میں مزید کمی ہوگی، اجلاس میں وفاقی وزراء اور اعلیٰ حکام نے شرکت کی اور مختلف امور پر تفصیلی تبادلہ خیال کیا گیا۔ لاہور میں پریس کانفرنس سے خطاب کرتے ہوئے انہوں نے کہا کہ صوبائی حکومت عوامی مسائل کے حل کے لیے دن رات کوشاں ہے اور ترقیاتی منصوبوں کو جلد مکمل کیا جائے گا، شہریوں کو صحت تعلیم اور روزگار کی سہولیات فراہم کرنا ہماری ذمہ داری ہے، پولیس نے کارروائی کرتے ہوئے ملزمان کو گرفتار کر کے مقدمہ درج کر لیا اور مزید تفتیش جاری ہے۔: [633, 621, 735, 758]
- article-body-text: اسلام آباد (چار نیوز) وزیر اعظم نے کہا ہے کہ ملک کی ترقی اور خوشحالی کے لیے تمام اداروں کو مل کر کام کرنا ہوگا اور عوام کو ریلیف فراہم کرنا حکومت کی اولین ترجیح ہے، انہوں نے کہا کہ معیشت کی بہتری کے لیے سخت فیصلے کیے گئے ہیں جن کے مثبت نتائج سامنے آ رہے ہیں اور آنے والے دنوں میں مہنگائی میں مزید کمی ہوگی، اجلاس میں وفاقی وزراء اور اعلیٰ حکام نے شرکت کی اور مختلف امور پر تفصیلی تبادلہ خیال کیا گیا۔ لاہور میں پریس کانفرنس سے خطاب کرتے ہوئے انہوں نے کہا کہ صوبائی حکومت عوامی مسائل کے حل کے لیے دن رات کوشاں ہے اور ترقیاتی منصوبوں کو جلد مکمل کیا جائے گا، شہریوں کو صحت تعلیم اور روزگار کی سہولیات فراہم کرنا ہماری ذمہ داری ہے، پولیس نے کارروائی کرتے ہوئے ملزمان کو گرفتار کر کے مقدمہ درج کر لیا اور مزید تفتیش جاری ہے۔: [422, 9, 524, 147]
- article-body-text: اسلام آباد (چار نیوز) وزیر اعظم نے کہا ہے کہ ملک کی ترقی اور خوشحالی کے لیے تمام اداروں کو مل کر کام کرنا ہوگا اور عوام کو ریلیف فراہم کرنا حکومت کی اولین ترجیح ہے، انہوں نے کہا کہ معیشت کی بہتری کے لیے سخت فیصلے کیے گئے ہیں جن کے مثبت نتائج سامنے آ رہے ہیں اور آنے والے دنوں میں مہنگائی میں مزید کمی ہوگی، اجلاس میں وفاقی وزراء اور اعلیٰ حکام نے شرکت کی اور مختلف امور پر تفصیلی تبادلہ خیال کیا گیا۔ لاہور میں پریس کانفرنس سے خطاب کرتے ہوئے انہوں نے کہا کہ صوبائی حکومت عوامی مسائل کے حل کے لیے دن رات کوشاں ہے اور ترقیاتی منصوبوں کو جلد مکمل کیا جائے گا، شہریوں کو صحت تعلیم اور روزگار کی سہولیات فراہم کرنا ہماری ذمہ داری ہے، پولیس نے کارروائی کرتے ہوئے ملزمان کو گرفتار کر کے مقدمہ درج کر لیا اور مزید تفتیش جاری ہے۔: [317, 345, 419, 483]
- brand-logo-icon: چ: [408, 940, 419, 947]
- article-header-title: ☆ چار نیوز ☆: [453, 452, 494, 459]
- article-body-text: اسلام آباد (چار نیوز) وزیر اعظم نے کہا ہے کہ ملک کی ترقی اور خوشحالی کے لیے تمام اداروں کو مل کر کام کرنا ہوگا اور عوام کو ریلیف فراہم کرنا حکومت کی اولین ترجیح ہے، انہوں نے کہا کہ معیشت کی بہتری کے لیے سخت فیصلے کیے گئے ہیں جن کے مثبت نتائج سامنے آ رہے ہیں اور آنے والے دنوں میں مہنگائی میں مزید کمی ہوگی، اجلاس میں وفاقی وزراء اور اعلیٰ حکام نے شرکت کی اور مختلف امور پر تفصیلی تبادلہ خیال کیا گیا۔ لاہور میں پریس کانفرنس سے خطاب کرتے ہوئے انہوں نے کہا کہ صوبائی حکومت عوامی مسائل کے حل کے لیے دن رات کوشاں ہے اور ترقیاتی منصوبوں کو جلد مکمل کیا جائے گا، شہریوں کو صحت تعلیم اور روزگار کی سہولیات فراہم کرنا ہماری ذمہ داری ہے، پولیس نے کارروائی کرتے ہوئے ملزمان کو گرفتار کر کے مقدمہ درج کر لیا اور مزید تفتیش جاری ہے۔: [317, 1877, 419, 2015]
- article-body-text: اسلام آباد (چار نیوز) وزیر اعظم نے کہا ہے کہ ملک کی ترقی اور خوشحالی کے لیے تمام اداروں کو مل کر کام کرنا ہوگا اور عوام کو ریلیف فراہم کرنا حکومت کی اولین ترجیح ہے، انہوں نے کہا کہ معیشت کی بہتری کے لیے سخت فیصلے کیے گئے ہیں جن کے مثبت نتائج سامنے آ رہے ہیں اور آنے والے دنوں میں مہنگائی میں مزید کمی ہوگی، اجلاس میں وفاقی وزراء اور اعلیٰ حکام نے شرکت کی اور مختلف امور پر تفصیلی تبادلہ خیال کیا گیا۔ لاہور میں پریس کانفرنس سے خطاب کرتے ہوئے انہوں نے کہا کہ صوبائی حکومت عوامی مسائل کے حل کے لیے دن رات کوشاں ہے اور ترقیاتی منصوبوں کو جلد مکمل کیا جائے گا، شہریوں کو صحت تعلیم اور روزگار کی سہولیات فراہم کرنا ہماری ذمہ داری ہے، پولیس نے کارروائی کرتے ہوئے ملزمان کو گرفتار کر کے مقدمہ درج کر لیا اور مزید تفتیش جاری ہے۔: [317, 1405, 419, 1543]
- article-body-text: اسلام آباد (چار نیوز) وزیر اعظم نے کہا ہے کہ ملک کی ترقی اور خوشحالی کے لیے تمام اداروں کو مل کر کام کرنا ہوگا اور عوام کو ریلیف فراہم کرنا حکومت کی اولین ترجیح ہے، انہوں نے کہا کہ معیشت کی بہتری کے لیے سخت فیصلے کیے گئے ہیں جن کے مثبت نتائج سامنے آ رہے ہیں اور آنے والے دنوں میں مہنگائی میں مزید کمی ہوگی، اجلاس میں وفاقی وزراء اور اعلیٰ حکام نے شرکت کی اور مختلف امور پر تفصیلی تبادلہ خیال کیا گیا۔ لاہور میں پریس کانفرنس سے خطاب کرتے ہوئے انہوں نے کہا کہ صوبائی حکومت عوامی مسائل کے حل کے لیے دن رات کوشاں ہے اور ترقیاتی منصوبوں کو جلد مکمل کیا جائے گا، شہریوں کو صحت تعلیم اور روزگار کی سہولیات فراہم کرنا ہماری ذمہ داری ہے، پولیس نے کارروائی کرتے ہوئے ملزمان کو گرفتار کر کے مقدمہ درج کر لیا اور مزید تفتیش جاری ہے۔: [633, 1686, 735, 1824]
- article-body-text: اسلام آباد (چار نیوز) وزیر اعظم نے کہا ہے کہ ملک کی ترقی اور خوشحالی کے لیے تمام اداروں کو مل کر کام کرنا ہوگا اور عوام کو ریلیف فراہم کرنا حکومت کی اولین ترجیح ہے، انہوں نے کہا کہ معیشت کی بہتری کے لیے سخت فیصلے کیے گئے ہیں جن کے مثبت نتائج سامنے آ رہے ہیں اور آنے والے دنوں میں مہنگائی میں مزید کمی ہوگی، اجلاس میں وفاقی وزراء اور اعلیٰ حکام نے شرکت کی اور مختلف امور پر تفصیلی تبادلہ خیال کیا گیا۔ لاہور میں پریس کانفرنس سے خطاب کرتے ہوئے انہوں نے کہا کہ صوبائی حکومت عوامی مسائل کے حل کے لیے دن رات کوشاں ہے اور ترقیاتی منصوبوں کو جلد مکمل کیا جائے گا، شہریوں کو صحت تعلیم اور روزگار کی سہولیات فراہم کرنا ہماری ذمہ داری ہے، پولیس نے کارروائی کرتے ہوئے ملزمان کو گرفتار کر کے مقدمہ درج کر لیا اور مزید تفتیش جاری ہے۔: [528, 760, 630, 898]
